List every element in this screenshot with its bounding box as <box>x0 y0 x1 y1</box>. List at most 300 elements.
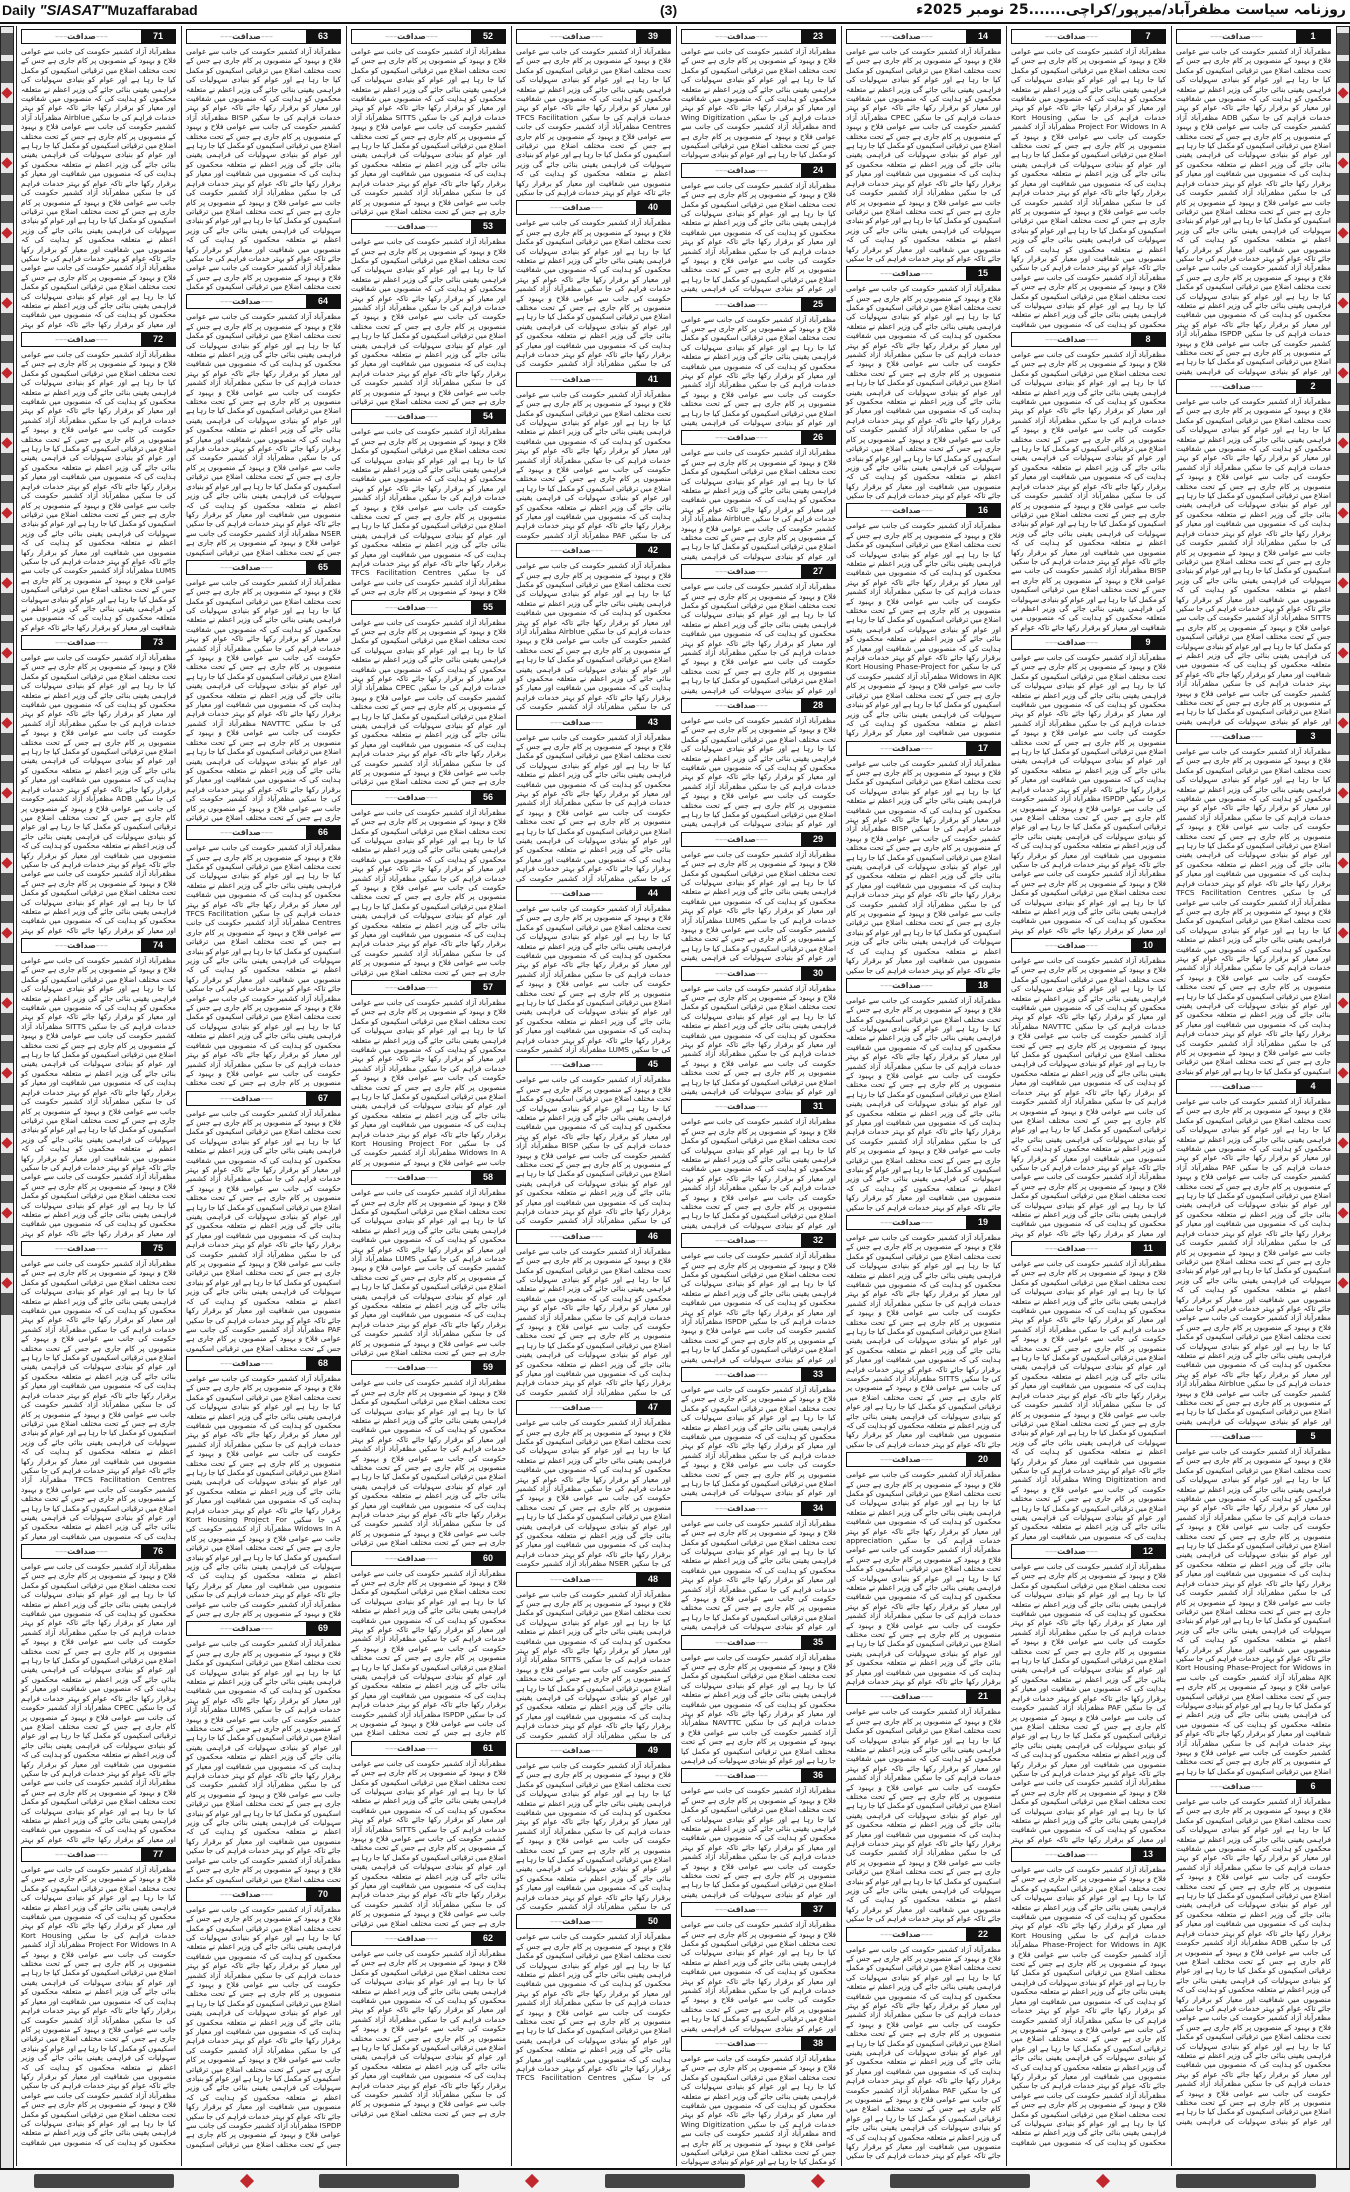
article-number-tag <box>351 1360 506 1375</box>
strip-segment <box>1337 61 1349 83</box>
article-body: مظفرآباد آزاد کشمیر حکومت کی جانب سے عوامی فلاح و بہبود کے منصوبوں پر کام جاری ہے جس کے تحت مختلف اضلاع میں ترقیاتی اسکیموں کو مکمل کیا جا رہا ہے اور عوام کو بنیادی سہولیات کی فراہمی یقینی بنائی جائے گی وزیر اعظم نے متعلقہ محکموں کو ہدایت کی کہ منصوبوں میں شفافیت اور معیار کو برقرار رکھا جائے تاکہ عوام کو بہتر خدمات فراہم کی جا سکیں مظفرآباد آزاد کشمیر حکومت کی جانب سے عوامی فلاح و بہبود کے منصوبوں پر کام جاری ہے جس کے تحت مختلف اضلاع میں ترقیاتی اسکیموں کو مکمل کیا جا رہا ہے اور عوام کو بنیادی سہولیات کی فراہمی یقینی بنائی جائے گی وزیر اعظم نے متعلقہ محکموں کو ہدایت کی کہ منصوبوں میں شفافیت اور معیار کو برقرار رکھا جائے تاکہ عوام کو بہتر خدمات فراہم کی جا سکیں ADB مظفرآباد آزاد کشمیر حکومت کی جانب سے عوامی فلاح و بہبود کے منصوبوں پر کام جاری ہے جس کے تحت مختلف اضلاع میں ترقیاتی اسکیموں کو مکمل کیا جا رہا ہے اور عوام کو بنیادی سہولیات کی فراہمی یقینی بنائی جائے گی وزیر اعظم نے متعلقہ محکموں کو ہدایت کی کہ منصوبوں میں شفافیت اور معیار کو برقرار رکھا جائے تاکہ عوام کو بہتر خدمات فراہم کی جا سکیں مظفرآباد آزاد کشمیر حکومت کی جانب سے عوامی فلاح و بہبود کے منصوبوں پر کام جاری ہے جس کے تحت مختلف اضلاع میں ترقیاتی اسکیموں کو مکمل کیا جا رہا ہے اور عوام کو بنیادی سہولیات کی فراہمی یقینی بنائی جائے گی وزیر اعظم نے متعلقہ محکموں کو ہدایت کی کہ منصوبوں میں شفافیت اور معیار کو برقرار رکھا جائے تاکہ عوام کو بہتر <box>21 653 176 935</box>
article-body: مظفرآباد آزاد کشمیر حکومت کی جانب سے عوامی فلاح و بہبود کے منصوبوں پر کام جاری ہے جس کے تحت مختلف اضلاع میں ترقیاتی اسکیموں کو مکمل کیا جا رہا ہے اور عوام کو بنیادی سہولیات کی فراہمی یقینی بنائی جائے گی وزیر اعظم نے متعلقہ محکموں کو ہدایت کی کہ منصوبوں میں شفافیت اور معیار کو برقرار رکھا جائے تاکہ عوام کو بہتر خدمات فراہم کی جا سکیں Wing Digitization and مظفرآباد آزاد کشمیر حکومت کی جانب سے عوامی فلاح و بہبود کے منصوبوں پر کام جاری ہے جس کے تحت مختلف اضلاع میں ترقیاتی اسکیموں کو مکمل کیا جا رہا ہے اور عوام کو بنیادی سہولیات <box>681 2053 836 2166</box>
article-body: مظفرآباد آزاد کشمیر حکومت کی جانب سے عوامی فلاح و بہبود کے منصوبوں پر کام جاری ہے جس کے تحت مختلف اضلاع میں ترقیاتی اسکیموں کو مکمل کیا جا رہا ہے اور عوام کو بنیادی سہولیات کی فراہمی یقینی بنائی جائے گی وزیر اعظم نے متعلقہ محکموں کو ہدایت کی کہ منصوبوں میں شفافیت اور معیار کو برقرار رکھا جائے تاکہ عوام کو بہتر خدمات فراہم کی جا سکیں مظفرآباد آزاد کشمیر حکومت کی جانب سے عوامی فلاح و بہبود کے منصوبوں پر کام جاری ہے جس کے تحت مختلف اضلاع میں ترقیاتی اسکیموں کو مکمل کیا جا رہا ہے اور عوام کو بنیادی سہولیات کی فراہمی یقینی بنائی جائے گی وزیر اعظم نے متعلقہ محکموں کو ہدایت کی کہ منصوبوں میں شفافیت اور معیار کو برقرار رکھا جائے تاکہ عوام کو بہتر خدمات فراہم کی جا سکیں PAF مظفرآباد آزاد کشمیر حکومت <box>516 389 671 540</box>
tag-label: ––– صداقت ––– <box>682 1100 801 1113</box>
tag-label: ––– صداقت ––– <box>352 410 471 423</box>
article-number-tag <box>516 1229 671 1244</box>
strip-segment <box>1337 173 1349 195</box>
article-number-tag <box>1011 1847 1166 1862</box>
article-body: مظفرآباد آزاد کشمیر حکومت کی جانب سے عوامی فلاح و بہبود کے منصوبوں پر کام جاری ہے جس کے تحت مختلف اضلاع میں ترقیاتی اسکیموں کو مکمل کیا جا رہا ہے اور عوام کو بنیادی سہولیات کی فراہمی یقینی بنائی جائے گی وزیر اعظم نے متعلقہ محکموں کو ہدایت کی کہ منصوبوں میں شفافیت اور معیار کو برقرار رکھا جائے تاکہ عوام کو بہتر خدمات فراہم کی جا سکیں مظفرآباد آزاد کشمیر حکومت کی جانب سے عوامی فلاح و بہبود کے منصوبوں پر کام جاری ہے جس کے تحت مختلف اضلاع میں ترقیاتی اسکیموں کو مکمل کیا جا رہا ہے اور عوام کو بنیادی سہولیات کی فراہمی یقینی بنائی جائے گی وزیر اعظم نے متعلقہ محکموں کو ہدایت کی کہ منصوبوں میں شفافیت اور معیار کو برقرار رکھا جائے تاکہ عوام کو بہتر خدمات فراہم کی جا سکیں مظفرآباد آزاد کشمیر حکومت کی جانب سے عوامی فلاح و بہبود کے منصوبوں پر کام جاری ہے جس کے تحت مختلف اضلاع میں ترقیاتی <box>351 807 506 977</box>
tag-label: ––– صداقت ––– <box>847 1216 966 1229</box>
article-number: 23 <box>801 30 835 43</box>
article-body: مظفرآباد آزاد کشمیر حکومت کی جانب سے عوامی فلاح و بہبود کے منصوبوں پر کام جاری ہے جس کے تحت مختلف اضلاع میں ترقیاتی اسکیموں کو مکمل کیا جا رہا ہے اور عوام کو بنیادی سہولیات کی فراہمی یقینی بنائی جائے گی وزیر اعظم نے متعلقہ محکموں کو ہدایت کی کہ منصوبوں میں شفافیت اور معیار کو برقرار رکھا جائے تاکہ عوام کو بہتر خدمات فراہم کی جا سکیں Kort Housing Phase-Project for Widows in AJK مظفرآباد آزاد کشمیر حکومت کی جانب سے عوامی فلاح و بہبود کے منصوبوں پر کام جاری ہے جس کے تحت مختلف اضلاع میں ترقیاتی اسکیموں کو مکمل کیا جا رہا ہے اور عوام کو بنیادی سہولیات کی فراہمی یقینی بنائی جائے گی وزیر اعظم نے متعلقہ محکموں کو ہدایت کی کہ منصوبوں میں شفافیت اور معیار کو برقرار رکھا جائے تاکہ عوام کو بہتر خدمات فراہم کی جا سکیں مظفرآباد آزاد کشمیر حکومت کی جانب سے عوامی فلاح و بہبود کے منصوبوں پر کام جاری ہے جس کے تحت مختلف اضلاع میں ترقیاتی اسکیموں کو مکمل کیا جا رہا ہے اور عوام کو بنیادی سہولیات کی فراہمی یقینی بنائی جائے گی وزیر اعظم نے متعلقہ محکموں کو ہدایت کی کہ منصوبوں میں شفافیت اور معیار کو برقرار رکھا جائے تاکہ عوام کو بہتر خدمات فراہم کی جا سکیں مظفرآباد آزاد کشمیر حکومت کی جانب سے عوامی فلاح و بہبود کے منصوبوں پر کام جاری ہے جس کے تحت مختلف اضلاع میں ترقیاتی اسکیموں کو مکمل کیا جا رہا ہے اور عوام کو بنیادی سہولیات کی فراہمی یقینی بنائی جائے گی وزیر اعظم نے متعلقہ محکموں کو ہدایت کی کہ منصوبوں میں شفافیت <box>1011 1865 1167 2147</box>
article-number-tag <box>1176 379 1331 394</box>
city-name: Muzaffarabad <box>107 2 198 18</box>
article-number: 17 <box>966 742 1000 755</box>
article-number: 44 <box>636 887 670 900</box>
tag-label: ––– صداقت ––– <box>1012 1545 1131 1558</box>
tag-label: ––– صداقت ––– <box>352 1171 471 1184</box>
strip-segment <box>1337 733 1349 755</box>
tag-label: ––– صداقت ––– <box>22 1242 141 1255</box>
article-number: 12 <box>1131 1545 1165 1558</box>
article-number: 11 <box>1131 1242 1165 1255</box>
article-number-tag <box>21 1544 176 1559</box>
article-number: 1 <box>1296 30 1330 43</box>
strip-segment <box>1 1111 13 1133</box>
ornament-icon <box>1337 647 1348 658</box>
article-number: 65 <box>306 561 340 574</box>
strip-segment <box>1337 621 1349 643</box>
article-number-tag <box>681 2036 836 2051</box>
article-body: مظفرآباد آزاد کشمیر حکومت کی جانب سے عوامی فلاح و بہبود کے منصوبوں پر کام جاری ہے جس کے تحت مختلف اضلاع میں ترقیاتی اسکیموں کو مکمل کیا جا رہا ہے اور عوام کو بنیادی سہولیات کی فراہمی یقینی بنائی جائے گی وزیر اعظم نے متعلقہ محکموں کو ہدایت کی کہ منصوبوں میں شفافیت اور معیار کو برقرار رکھا جائے تاکہ عوام کو بہتر خدمات فراہم کی جا سکیں مظفرآباد آزاد کشمیر حکومت کی جانب سے عوامی فلاح و بہبود کے منصوبوں پر کام جاری ہے جس کے تحت مختلف اضلاع میں ترقیاتی اسکیموں کو مکمل کیا جا رہا ہے اور عوام کو بنیادی سہولیات کی فراہمی یقینی بنائی جائے گی وزیر اعظم نے متعلقہ محکموں کو ہدایت کی کہ منصوبوں میں شفافیت اور معیار کو برقرار رکھا جائے تاکہ عوام کو بہتر خدمات فراہم کی جا سکیں ISPDP مظفرآباد آزاد کشمیر حکومت کی جانب سے عوامی فلاح و بہبود کے منصوبوں پر کام جاری ہے جس کے تحت مختلف اضلاع میں <box>351 1568 506 1738</box>
footer-ornament-icon <box>240 2174 254 2188</box>
tag-label: ––– صداقت ––– <box>682 298 801 311</box>
tag-label: ––– صداقت ––– <box>1177 30 1296 43</box>
strip-segment <box>1 173 13 195</box>
article-number-tag <box>1176 1779 1331 1794</box>
strip-segment <box>1 201 13 223</box>
tag-label: ––– صداقت ––– <box>22 939 141 952</box>
article-number-tag <box>186 294 341 309</box>
article-number-tag <box>516 1400 671 1415</box>
article-body: مظفرآباد آزاد کشمیر حکومت کی جانب سے عوامی فلاح و بہبود کے منصوبوں پر کام جاری ہے جس کے تحت مختلف اضلاع میں ترقیاتی اسکیموں کو مکمل کیا جا رہا ہے اور عوام کو بنیادی سہولیات کی فراہمی یقینی بنائی جائے گی وزیر اعظم نے متعلقہ محکموں کو ہدایت کی کہ منصوبوں میں شفافیت اور معیار کو برقرار رکھا جائے تاکہ عوام کو بہتر خدمات فراہم کی جا سکیں مظفرآباد آزاد کشمیر حکومت کی جانب سے عوامی فلاح و بہبود کے منصوبوں پر کام جاری ہے جس کے تحت مختلف اضلاع میں ترقیاتی اسکیموں کو مکمل کیا جا رہا ہے اور عوام کو بنیادی سہولیات کی فراہمی یقینی <box>681 1920 836 2033</box>
article-body: مظفرآباد آزاد کشمیر حکومت کی جانب سے عوامی فلاح و بہبود کے منصوبوں پر کام جاری ہے جس کے تحت مختلف اضلاع میں ترقیاتی اسکیموں کو مکمل کیا جا رہا ہے اور عوام کو بنیادی سہولیات کی فراہمی یقینی بنائی جائے گی وزیر اعظم نے متعلقہ محکموں کو ہدایت کی کہ منصوبوں میں شفافیت اور معیار کو برقرار رکھا جائے تاکہ عوام کو بہتر خدمات فراہم کی جا سکیں مظفرآباد آزاد کشمیر حکومت کی جانب سے عوامی فلاح و بہبود کے منصوبوں پر کام جاری ہے جس کے تحت مختلف اضلاع میں ترقیاتی اسکیموں کو مکمل کیا جا رہا ہے اور عوام کو بنیادی سہولیات کی فراہمی یقینی بنائی جائے گی وزیر اعظم نے متعلقہ محکموں کو ہدایت کی کہ منصوبوں میں شفافیت اور معیار کو برقرار رکھا جائے تاکہ عوام کو بہتر خدمات فراہم کی جا سکیں مظفرآباد آزاد کشمیر حکومت کی جانب سے عوامی فلاح و بہبود کے منصوبوں پر کام جاری ہے جس کے تحت مختلف اضلاع میں ترقیاتی اسکیموں کو مکمل کیا جا رہا ہے اور عوام کو بنیادی سہولیات کی فراہمی یقینی بنائی جائے گی وزیر اعظم نے متعلقہ محکموں کو ہدایت کی کہ منصوبوں میں شفافیت اور معیار کو برقرار رکھا جائے تاکہ عوام کو بہتر خدمات فراہم کی جا سکیں <box>846 1707 1001 1924</box>
article-body: مظفرآباد آزاد کشمیر حکومت کی جانب سے عوامی فلاح و بہبود کے منصوبوں پر کام جاری ہے جس کے تحت مختلف اضلاع میں ترقیاتی اسکیموں کو مکمل کیا جا رہا ہے اور عوام کو بنیادی سہولیات کی فراہمی یقینی بنائی جائے گی وزیر اعظم نے متعلقہ محکموں کو ہدایت کی کہ منصوبوں میں شفافیت اور معیار کو برقرار رکھا جائے تاکہ عوام کو بہتر خدمات فراہم کی جا سکیں مظفرآباد آزاد کشمیر حکومت کی جانب سے عوامی فلاح و بہبود کے منصوبوں پر کام جاری ہے جس کے تحت مختلف اضلاع میں ترقیاتی اسکیموں کو مکمل کیا جا رہا ہے اور عوام کو بنیادی سہولیات کی فراہمی یقینی بنائی جائے گی وزیر اعظم نے متعلقہ محکموں کو ہدایت کی کہ منصوبوں میں شفافیت اور معیار کو برقرار رکھا جائے تاکہ عوام کو بہتر خدمات فراہم کی جا سکیں TFCS Facilitation Centres مظفرآباد آزاد کشمیر حکومت کی جانب سے عوامی فلاح و بہبود کے منصوبوں پر کام جاری ہے جس کے <box>351 427 506 597</box>
article-number-tag <box>846 1452 1001 1467</box>
article-body: مظفرآباد آزاد کشمیر حکومت کی جانب سے عوامی فلاح و بہبود کے منصوبوں پر کام جاری ہے جس کے تحت مختلف اضلاع میں ترقیاتی اسکیموں کو مکمل کیا جا رہا ہے اور عوام کو بنیادی سہولیات کی فراہمی یقینی بنائی جائے گی وزیر اعظم نے متعلقہ محکموں کو ہدایت کی کہ منصوبوں میں شفافیت اور معیار کو برقرار رکھا جائے تاکہ عوام کو بہتر خدمات فراہم کی جا سکیں مظفرآباد آزاد کشمیر حکومت کی جانب سے عوامی فلاح و بہبود کے منصوبوں پر کام جاری ہے جس کے تحت مختلف اضلاع میں ترقیاتی اسکیموں کو مکمل کیا جا رہا ہے اور عوام کو بنیادی سہولیات کی فراہمی یقینی بنائی جائے گی وزیر اعظم نے متعلقہ محکموں کو ہدایت کی کہ منصوبوں میں شفافیت اور معیار کو برقرار رکھا جائے تاکہ عوام کو بہتر خدمات فراہم کی جا سکیں مظفرآباد آزاد کشمیر حکومت کی جانب سے عوامی فلاح و بہبود کے منصوبوں پر کام جاری ہے جس کے تحت مختلف اضلاع میں ترقیاتی اسکیموں کو مکمل کیا جا رہا ہے اور عوام کو بنیادی سہولیات کی فراہمی یقینی بنائی جائے گی وزیر اعظم نے متعلقہ محکموں کو ہدایت کی کہ منصوبوں میں شفافیت اور معیار کو برقرار رکھا جائے تاکہ عوام کو بہتر خدمات فراہم کی جا سکیں <box>846 995 1001 1212</box>
article-body: مظفرآباد آزاد کشمیر حکومت کی جانب سے عوامی فلاح و بہبود کے منصوبوں پر کام جاری ہے جس کے تحت مختلف اضلاع میں ترقیاتی اسکیموں کو مکمل کیا جا رہا ہے اور عوام کو بنیادی سہولیات کی فراہمی یقینی بنائی جائے گی وزیر اعظم نے متعلقہ محکموں کو ہدایت کی کہ منصوبوں میں شفافیت اور معیار کو برقرار رکھا جائے تاکہ عوام کو بہتر خدمات فراہم کی جا سکیں SITTS مظفرآباد آزاد کشمیر حکومت کی جانب سے عوامی فلاح و بہبود کے منصوبوں پر کام جاری ہے جس کے تحت مختلف اضلاع میں ترقیاتی اسکیموں کو مکمل کیا جا رہا ہے اور عوام کو بنیادی سہولیات کی فراہمی یقینی بنائی جائے گی وزیر اعظم نے متعلقہ محکموں کو ہدایت کی کہ منصوبوں میں شفافیت اور معیار کو برقرار رکھا جائے تاکہ عوام کو بہتر خدمات فراہم کی جا سکیں مظفرآباد آزاد کشمیر حکومت کی جانب سے عوامی فلاح و بہبود کے منصوبوں پر کام جاری ہے جس کے تحت مختلف اضلاع میں ترقیاتی <box>351 47 506 216</box>
ornament-icon <box>1337 1277 1348 1288</box>
strip-segment <box>1 61 13 83</box>
article-number-tag <box>186 29 341 44</box>
article-body: مظفرآباد آزاد کشمیر حکومت کی جانب سے عوامی فلاح و بہبود کے منصوبوں پر کام جاری ہے جس کے تحت مختلف اضلاع میں ترقیاتی اسکیموں کو مکمل کیا جا رہا ہے اور عوام کو بنیادی سہولیات کی فراہمی یقینی بنائی جائے گی وزیر اعظم نے متعلقہ محکموں کو ہدایت کی کہ منصوبوں میں شفافیت اور معیار کو برقرار رکھا جائے تاکہ عوام کو بہتر خدمات فراہم کی جا سکیں مظفرآباد آزاد کشمیر حکومت کی جانب سے عوامی فلاح و بہبود کے منصوبوں پر کام جاری ہے جس کے تحت مختلف اضلاع میں ترقیاتی اسکیموں کو مکمل کیا جا رہا ہے اور عوام کو بنیادی سہولیات کی فراہمی یقینی بنائی جائے گی وزیر اعظم نے متعلقہ محکموں کو ہدایت کی کہ منصوبوں میں شفافیت اور معیار کو برقرار رکھا جائے تاکہ عوام کو بہتر خدمات فراہم کی جا سکیں NAVTTC مظفرآباد آزاد کشمیر حکومت کی جانب سے عوامی فلاح و بہبود کے منصوبوں پر کام جاری ہے جس کے تحت مختلف اضلاع میں ترقیاتی اسکیموں کو مکمل کیا جا رہا ہے اور عوام کو بنیادی سہولیات کی فراہمی یقینی بنائی جائے گی وزیر اعظم نے متعلقہ محکموں کو ہدایت کی کہ منصوبوں میں شفافیت اور معیار کو برقرار رکھا جائے تاکہ عوام کو بہتر خدمات فراہم کی جا سکیں مظفرآباد آزاد کشمیر حکومت کی جانب سے عوامی فلاح و بہبود کے منصوبوں پر کام جاری ہے جس کے تحت مختلف اضلاع میں ترقیاتی <box>186 577 341 822</box>
article-number-tag <box>21 29 176 44</box>
strip-segment <box>1 691 13 713</box>
article-number: 30 <box>801 967 835 980</box>
article-body: مظفرآباد آزاد کشمیر حکومت کی جانب سے عوامی فلاح و بہبود کے منصوبوں پر کام جاری ہے جس کے تحت مختلف اضلاع میں ترقیاتی اسکیموں کو مکمل کیا جا رہا ہے اور عوام کو بنیادی سہولیات کی فراہمی یقینی بنائی جائے گی وزیر اعظم نے متعلقہ محکموں کو ہدایت کی کہ منصوبوں میں شفافیت اور معیار کو برقرار رکھا جائے تاکہ عوام کو بہتر خدمات فراہم کی جا سکیں SITTS مظفرآباد آزاد کشمیر حکومت کی جانب سے عوامی فلاح و بہبود کے منصوبوں پر کام جاری ہے جس کے تحت مختلف اضلاع میں ترقیاتی اسکیموں کو مکمل کیا جا رہا ہے اور عوام کو بنیادی سہولیات کی فراہمی یقینی بنائی جائے گی وزیر اعظم نے متعلقہ محکموں کو ہدایت کی کہ منصوبوں میں شفافیت اور معیار کو برقرار رکھا جائے تاکہ عوام کو بہتر خدمات فراہم کی جا سکیں مظفرآباد آزاد کشمیر حکومت کی <box>516 1589 671 1740</box>
tag-label: ––– صداقت ––– <box>682 30 801 43</box>
article-number-tag <box>681 1635 836 1650</box>
left-border-strip <box>0 26 14 2176</box>
article-body: مظفرآباد آزاد کشمیر حکومت کی جانب سے عوامی فلاح و بہبود کے منصوبوں پر کام جاری ہے جس کے تحت مختلف اضلاع میں ترقیاتی اسکیموں کو مکمل کیا جا رہا ہے اور عوام کو بنیادی سہولیات کی فراہمی یقینی بنائی جائے گی وزیر اعظم نے متعلقہ محکموں کو ہدایت کی کہ منصوبوں میں شفافیت اور معیار کو برقرار رکھا جائے تاکہ عوام کو بہتر خدمات فراہم کی جا سکیں مظفرآباد آزاد کشمیر حکومت کی جانب سے عوامی فلاح و بہبود کے منصوبوں پر کام جاری ہے جس کے تحت مختلف اضلاع میں ترقیاتی اسکیموں کو مکمل کیا جا رہا ہے اور عوام کو بنیادی سہولیات کی فراہمی یقینی <box>681 180 836 294</box>
article-number: 20 <box>966 1453 1000 1466</box>
article-body: مظفرآباد آزاد کشمیر حکومت کی جانب سے عوامی فلاح و بہبود کے منصوبوں پر کام جاری ہے جس کے تحت مختلف اضلاع میں ترقیاتی اسکیموں کو مکمل کیا جا رہا ہے اور عوام کو بنیادی سہولیات کی فراہمی یقینی بنائی جائے گی وزیر اعظم نے متعلقہ محکموں کو ہدایت کی کہ منصوبوں میں شفافیت اور معیار کو برقرار رکھا جائے تاکہ عوام کو بہتر خدمات فراہم کی جا سکیں مظفرآباد آزاد کشمیر حکومت کی جانب سے عوامی فلاح و بہبود کے منصوبوں پر کام جاری ہے جس کے تحت مختلف اضلاع میں ترقیاتی اسکیموں کو مکمل کیا جا رہا ہے اور عوام کو بنیادی سہولیات کی فراہمی یقینی بنائی جائے گی وزیر اعظم نے متعلقہ محکموں کو ہدایت کی کہ منصوبوں میں شفافیت اور معیار کو برقرار رکھا جائے تاکہ عوام کو بہتر خدمات فراہم کی جا سکیں مظفرآباد آزاد کشمیر حکومت کی جانب سے عوامی فلاح و بہبود کے منصوبوں پر کام جاری ہے جس کے تحت مختلف اضلاع میں ترقیاتی <box>351 1948 506 2118</box>
article-number: 59 <box>471 1361 505 1374</box>
ornament-icon <box>1337 1067 1348 1078</box>
article-number: 58 <box>471 1171 505 1184</box>
article-body: مظفرآباد آزاد کشمیر حکومت کی جانب سے عوامی فلاح و بہبود کے منصوبوں پر کام جاری ہے جس کے تحت مختلف اضلاع میں ترقیاتی اسکیموں کو مکمل کیا جا رہا ہے اور عوام کو بنیادی سہولیات کی فراہمی یقینی بنائی جائے گی وزیر اعظم نے متعلقہ محکموں کو ہدایت کی کہ منصوبوں میں شفافیت اور معیار کو برقرار رکھا جائے تاکہ عوام کو بہتر خدمات فراہم کی جا سکیں مظفرآباد آزاد کشمیر حکومت کی جانب سے عوامی فلاح و بہبود کے منصوبوں پر کام جاری ہے جس کے تحت مختلف اضلاع میں ترقیاتی اسکیموں کو مکمل کیا جا رہا ہے اور عوام کو بنیادی سہولیات کی فراہمی یقینی بنائی جائے گی وزیر اعظم نے متعلقہ محکموں کو ہدایت کی کہ منصوبوں میں شفافیت اور معیار کو برقرار رکھا جائے تاکہ عوام کو بہتر خدمات فراہم کی جا سکیں مظفرآباد آزاد کشمیر حکومت کی <box>516 732 671 883</box>
article-number-tag <box>681 966 836 981</box>
strip-segment <box>1 453 13 475</box>
strip-segment <box>1 901 13 923</box>
ornament-icon <box>1 297 12 308</box>
ornament-icon <box>1337 227 1348 238</box>
article-body: مظفرآباد آزاد کشمیر حکومت کی جانب سے عوامی فلاح و بہبود کے منصوبوں پر کام جاری ہے جس کے تحت مختلف اضلاع میں ترقیاتی اسکیموں کو مکمل کیا جا رہا ہے اور عوام کو بنیادی سہولیات کی فراہمی یقینی بنائی جائے گی وزیر اعظم نے متعلقہ محکموں کو ہدایت کی کہ منصوبوں میں شفافیت اور معیار کو برقرار رکھا جائے تاکہ عوام کو بہتر خدمات فراہم کی جا سکیں appreciation مظفرآباد آزاد کشمیر حکومت کی جانب سے عوامی فلاح و بہبود کے منصوبوں پر کام جاری ہے جس کے تحت مختلف اضلاع میں ترقیاتی اسکیموں کو مکمل کیا جا رہا ہے اور عوام کو بنیادی سہولیات کی فراہمی یقینی بنائی جائے گی وزیر اعظم نے متعلقہ محکموں کو ہدایت کی کہ منصوبوں میں شفافیت اور معیار کو برقرار رکھا جائے تاکہ عوام کو بہتر خدمات فراہم کی جا سکیں مظفرآباد آزاد کشمیر حکومت کی جانب سے عوامی فلاح و بہبود کے منصوبوں پر کام جاری ہے جس کے تحت مختلف اضلاع میں ترقیاتی اسکیموں کو مکمل کیا جا رہا ہے اور عوام کو بنیادی سہولیات کی فراہمی یقینی بنائی جائے گی وزیر اعظم نے متعلقہ محکموں کو ہدایت کی کہ منصوبوں میں شفافیت اور معیار کو برقرار رکھا جائے تاکہ عوام کو بہتر خدمات فراہم <box>846 1470 1001 1687</box>
ornament-icon <box>1337 87 1348 98</box>
column-c3 <box>346 26 510 2166</box>
footer-band <box>890 2174 1030 2188</box>
footer-band <box>319 2174 459 2188</box>
article-body: مظفرآباد آزاد کشمیر حکومت کی جانب سے عوامی فلاح و بہبود کے منصوبوں پر کام جاری ہے جس کے تحت مختلف اضلاع میں ترقیاتی اسکیموں کو مکمل کیا جا رہا ہے اور عوام کو بنیادی سہولیات کی فراہمی یقینی بنائی جائے گی وزیر اعظم نے متعلقہ محکموں کو ہدایت کی کہ منصوبوں میں شفافیت اور معیار کو برقرار رکھا جائے تاکہ عوام کو بہتر خدمات فراہم کی جا سکیں مظفرآباد آزاد کشمیر حکومت کی جانب سے عوامی فلاح و بہبود کے منصوبوں پر کام جاری ہے جس کے تحت مختلف اضلاع میں ترقیاتی اسکیموں کو مکمل کیا جا رہا ہے اور عوام کو بنیادی سہولیات کی فراہمی یقینی بنائی جائے گی وزیر اعظم نے متعلقہ محکموں کو ہدایت کی کہ منصوبوں میں شفافیت اور معیار کو برقرار رکھا جائے تاکہ عوام کو بہتر خدمات فراہم کی جا سکیں مظفرآباد آزاد کشمیر حکومت کی جانب سے عوامی فلاح و بہبود کے منصوبوں پر کام جاری ہے جس کے تحت مختلف اضلاع میں ترقیاتی اسکیموں کو مکمل کیا جا رہا ہے اور عوام کو بنیادی سہولیات کی فراہمی یقینی بنائی جائے گی وزیر اعظم نے متعلقہ محکموں کو ہدایت کی کہ منصوبوں میں شفافیت اور معیار کو برقرار رکھا جائے تاکہ عوام کو بہتر خدمات فراہم کی جا سکیں SITTS مظفرآباد آزاد کشمیر حکومت کی جانب سے عوامی فلاح و بہبود کے منصوبوں پر کام جاری ہے جس کے تحت مختلف اضلاع میں ترقیاتی اسکیموں کو مکمل کیا جا رہا ہے اور عوام کو بنیادی سہولیات کی فراہمی یقینی بنائی جائے گی وزیر اعظم نے متعلقہ محکموں کو ہدایت کی کہ منصوبوں میں شفافیت اور معیار کو برقرار رکھا جائے تاکہ عوام کو بہتر خدمات فراہم کی جا سکیں مظفرآباد آزاد کشمیر حکومت کی جانب سے عوامی فلاح و بہبود کے منصوبوں پر کام جاری ہے جس کے تحت مختلف اضلاع میں ترقیاتی اسکیموں کو مکمل کیا جا رہا ہے اور عوام کو بنیادی سہولیات کی فراہمی یقینی <box>1176 397 1331 726</box>
column-c1 <box>16 26 180 2166</box>
article-number-tag <box>681 1367 836 1382</box>
article-number: 74 <box>141 939 175 952</box>
strip-segment <box>1337 313 1349 335</box>
tag-label: ––– صداقت ––– <box>187 1888 306 1901</box>
strip-segment <box>1337 1293 1349 1315</box>
article-number: 53 <box>471 220 505 233</box>
article-number-tag <box>516 1743 671 1758</box>
article-number-tag <box>681 1768 836 1783</box>
tag-label: ––– صداقت ––– <box>517 1401 636 1414</box>
article-number: 43 <box>636 716 670 729</box>
ornament-icon <box>1337 997 1348 1008</box>
tag-label: ––– صداقت ––– <box>517 30 636 43</box>
strip-segment <box>1 873 13 895</box>
article-number-tag <box>1011 1241 1166 1256</box>
article-number-tag <box>351 980 506 995</box>
article-number: 41 <box>636 373 670 386</box>
article-number-tag <box>186 1887 341 1902</box>
article-number: 61 <box>471 1742 505 1755</box>
article-number: 38 <box>801 2037 835 2050</box>
article-number: 54 <box>471 410 505 423</box>
ornament-icon <box>1 157 12 168</box>
article-number: 27 <box>801 565 835 578</box>
article-number: 18 <box>966 979 1000 992</box>
article-number-tag <box>681 1501 836 1516</box>
strip-segment <box>1337 1013 1349 1035</box>
article-number-tag <box>516 715 671 730</box>
tag-label: ––– صداقت ––– <box>1177 380 1296 393</box>
tag-label: ––– صداقت ––– <box>22 30 141 43</box>
article-body: مظفرآباد آزاد کشمیر حکومت کی جانب سے عوامی فلاح و بہبود کے منصوبوں پر کام جاری ہے جس کے تحت مختلف اضلاع میں ترقیاتی اسکیموں کو مکمل کیا جا رہا ہے اور عوام کو بنیادی سہولیات کی فراہمی یقینی بنائی جائے گی وزیر اعظم نے متعلقہ محکموں کو ہدایت کی کہ منصوبوں میں شفافیت اور معیار کو برقرار رکھا جائے تاکہ عوام کو بہتر خدمات فراہم کی جا سکیں مظفرآباد آزاد کشمیر حکومت کی جانب سے عوامی فلاح و بہبود کے منصوبوں پر کام جاری ہے جس کے تحت مختلف اضلاع میں ترقیاتی اسکیموں کو مکمل کیا جا رہا ہے اور عوام کو بنیادی سہولیات کی فراہمی یقینی <box>681 1117 836 1230</box>
article-number: 33 <box>801 1368 835 1381</box>
article-number-tag <box>1176 729 1331 744</box>
article-number-tag <box>1011 1544 1166 1559</box>
article-body: مظفرآباد آزاد کشمیر حکومت کی جانب سے عوامی فلاح و بہبود کے منصوبوں پر کام جاری ہے جس کے تحت مختلف اضلاع میں ترقیاتی اسکیموں کو مکمل کیا جا رہا ہے اور عوام کو بنیادی سہولیات کی فراہمی یقینی بنائی جائے گی وزیر اعظم نے متعلقہ محکموں کو ہدایت کی کہ منصوبوں میں شفافیت اور معیار کو برقرار رکھا جائے تاکہ عوام کو بہتر خدمات فراہم کی جا سکیں مظفرآباد آزاد کشمیر حکومت کی جانب سے عوامی فلاح و بہبود کے منصوبوں پر کام جاری ہے جس کے تحت مختلف اضلاع میں ترقیاتی اسکیموں کو مکمل کیا جا رہا ہے اور عوام کو بنیادی سہولیات کی فراہمی یقینی بنائی جائے گی وزیر اعظم نے متعلقہ محکموں کو ہدایت کی کہ منصوبوں میں شفافیت اور معیار کو برقرار رکھا جائے تاکہ عوام کو بہتر خدمات فراہم کی جا سکیں TFCS Facilitation Centres <box>516 1932 671 2083</box>
tag-label: ––– صداقت ––– <box>22 1848 141 1861</box>
article-number-tag <box>681 698 836 713</box>
article-number-tag <box>21 635 176 650</box>
strip-segment <box>1 621 13 643</box>
strip-segment <box>1 1153 13 1175</box>
article-number: 60 <box>471 1552 505 1565</box>
tag-label: ––– صداقت ––– <box>847 30 966 43</box>
ornament-icon <box>1 997 12 1008</box>
strip-segment <box>1337 761 1349 783</box>
article-body: مظفرآباد آزاد کشمیر حکومت کی جانب سے عوامی فلاح و بہبود کے منصوبوں پر کام جاری ہے جس کے تحت مختلف اضلاع میں ترقیاتی اسکیموں کو مکمل کیا جا رہا ہے اور عوام کو بنیادی سہولیات کی فراہمی یقینی بنائی جائے گی وزیر اعظم نے متعلقہ محکموں کو ہدایت کی کہ منصوبوں میں شفافیت اور معیار کو برقرار رکھا جائے تاکہ عوام کو بہتر خدمات فراہم کی جا سکیں مظفرآباد آزاد کشمیر حکومت کی جانب سے عوامی فلاح و بہبود کے منصوبوں پر کام جاری ہے جس کے تحت مختلف اضلاع میں ترقیاتی اسکیموں کو مکمل کیا جا رہا ہے اور عوام کو بنیادی سہولیات کی فراہمی یقینی بنائی جائے گی وزیر اعظم نے متعلقہ محکموں کو ہدایت کی کہ منصوبوں میں شفافیت اور معیار کو برقرار رکھا جائے تاکہ عوام کو بہتر خدمات فراہم کی جا سکیں Kort Housing Project For Widows In A مظفرآباد آزاد کشمیر حکومت کی جانب سے عوامی فلاح و بہبود کے منصوبوں پر کام جاری ہے جس کے تحت مختلف اضلاع میں ترقیاتی اسکیموں کو مکمل کیا جا رہا ہے اور عوام کو بنیادی سہولیات کی فراہمی یقینی بنائی جائے گی وزیر اعظم نے متعلقہ محکموں کو ہدایت کی کہ منصوبوں میں شفافیت اور معیار کو برقرار رکھا جائے تاکہ عوام کو بہتر خدمات فراہم کی جا سکیں مظفرآباد آزاد کشمیر حکومت کی جانب سے عوامی فلاح و بہبود کے منصوبوں پر کام جاری ہے جس کے <box>186 1373 341 1619</box>
article-number: 10 <box>1131 939 1165 952</box>
article-number: 29 <box>801 833 835 846</box>
tag-label: ––– صداقت ––– <box>187 1357 306 1370</box>
article-body: مظفرآباد آزاد کشمیر حکومت کی جانب سے عوامی فلاح و بہبود کے منصوبوں پر کام جاری ہے جس کے تحت مختلف اضلاع میں ترقیاتی اسکیموں کو مکمل کیا جا رہا ہے اور عوام کو بنیادی سہولیات کی فراہمی یقینی بنائی جائے گی وزیر اعظم نے متعلقہ محکموں کو ہدایت کی کہ منصوبوں میں شفافیت اور معیار کو برقرار رکھا جائے تاکہ عوام کو بہتر خدمات فراہم کی جا سکیں SITTS مظفرآباد آزاد کشمیر حکومت کی جانب سے عوامی فلاح و بہبود کے منصوبوں پر کام جاری ہے جس کے تحت مختلف اضلاع میں ترقیاتی اسکیموں کو مکمل کیا جا رہا ہے اور عوام کو بنیادی سہولیات کی فراہمی یقینی بنائی جائے گی وزیر اعظم نے متعلقہ محکموں کو ہدایت کی کہ منصوبوں میں شفافیت اور معیار کو برقرار رکھا جائے تاکہ عوام کو بہتر خدمات فراہم کی جا سکیں مظفرآباد آزاد کشمیر حکومت کی جانب سے عوامی فلاح و بہبود کے منصوبوں پر کام جاری ہے جس کے تحت مختلف اضلاع میں ترقیاتی اسکیموں کو مکمل کیا جا رہا ہے اور عوام کو بنیادی سہولیات کی فراہمی یقینی بنائی جائے گی وزیر اعظم نے متعلقہ محکموں کو ہدایت کی کہ منصوبوں میں شفافیت اور معیار کو برقرار رکھا جائے تاکہ عوام کو بہتر خدمات فراہم کی جا سکیں مظفرآباد آزاد کشمیر حکومت کی جانب سے عوامی فلاح و بہبود کے منصوبوں پر کام جاری ہے جس کے تحت مختلف اضلاع میں ترقیاتی اسکیموں کو مکمل کیا جا رہا ہے اور عوام کو بنیادی سہولیات کی فراہمی یقینی بنائی جائے گی وزیر اعظم نے متعلقہ محکموں کو ہدایت کی کہ منصوبوں میں شفافیت اور معیار کو برقرار رکھا جائے تاکہ عوام کو بہتر <box>21 956 176 1238</box>
article-number-tag <box>681 297 836 312</box>
article-number-tag <box>516 543 671 558</box>
article-number: 21 <box>966 1690 1000 1703</box>
column-c7 <box>1006 26 1170 2166</box>
strip-segment <box>1 33 13 55</box>
strip-segment <box>1 383 13 405</box>
article-number-tag <box>846 1689 1001 1704</box>
footer-band <box>605 2174 745 2188</box>
article-number: 4 <box>1296 1080 1330 1093</box>
ornament-icon <box>1 647 12 658</box>
article-number: 52 <box>471 30 505 43</box>
ornament-icon <box>1 1277 12 1288</box>
article-number-tag <box>846 29 1001 44</box>
strip-segment <box>1337 453 1349 475</box>
article-number-tag <box>1011 29 1166 44</box>
tag-label: ––– صداقت ––– <box>682 1502 801 1515</box>
ornament-icon <box>1 927 12 938</box>
article-number-tag <box>846 741 1001 756</box>
article-number-tag <box>351 600 506 615</box>
column-c8 <box>1171 26 1335 2166</box>
article-body: مظفرآباد آزاد کشمیر حکومت کی جانب سے عوامی فلاح و بہبود کے منصوبوں پر کام جاری ہے جس کے تحت مختلف اضلاع میں ترقیاتی اسکیموں کو مکمل کیا جا رہا ہے اور عوام کو بنیادی سہولیات کی فراہمی یقینی بنائی جائے گی وزیر اعظم نے متعلقہ محکموں کو ہدایت کی کہ منصوبوں میں شفافیت اور معیار کو برقرار رکھا جائے تاکہ عوام کو بہتر خدمات فراہم کی جا سکیں Airblue مظفرآباد آزاد کشمیر حکومت کی جانب سے عوامی فلاح و بہبود کے منصوبوں پر کام جاری ہے جس کے تحت مختلف اضلاع میں ترقیاتی اسکیموں کو مکمل کیا جا رہا ہے اور عوام کو بنیادی سہولیات کی فراہمی یقینی <box>681 448 836 561</box>
strip-segment <box>1 411 13 433</box>
strip-segment <box>1337 803 1349 825</box>
article-number-tag <box>846 503 1001 518</box>
article-number: 6 <box>1296 1780 1330 1793</box>
strip-segment <box>1 131 13 153</box>
strip-segment <box>1337 593 1349 615</box>
article-number: 34 <box>801 1502 835 1515</box>
strip-segment <box>1 1041 13 1063</box>
article-number: 48 <box>636 1573 670 1586</box>
article-body: مظفرآباد آزاد کشمیر حکومت کی جانب سے عوامی فلاح و بہبود کے منصوبوں پر کام جاری ہے جس کے تحت مختلف اضلاع میں ترقیاتی اسکیموں کو مکمل کیا جا رہا ہے اور عوام کو بنیادی سہولیات کی فراہمی یقینی بنائی جائے گی وزیر اعظم نے متعلقہ محکموں کو ہدایت کی کہ منصوبوں میں شفافیت اور معیار کو برقرار رکھا جائے تاکہ عوام کو بہتر خدمات فراہم کی جا سکیں CPEC مظفرآباد آزاد کشمیر حکومت کی جانب سے عوامی فلاح و بہبود کے منصوبوں پر کام جاری ہے جس کے تحت مختلف اضلاع میں ترقیاتی اسکیموں کو مکمل کیا جا رہا ہے اور عوام کو بنیادی سہولیات کی فراہمی یقینی بنائی جائے گی وزیر اعظم نے متعلقہ محکموں کو ہدایت کی کہ منصوبوں میں شفافیت اور معیار کو برقرار رکھا جائے تاکہ عوام کو بہتر خدمات فراہم کی جا سکیں مظفرآباد آزاد کشمیر حکومت کی جانب سے عوامی فلاح و بہبود کے منصوبوں پر کام جاری ہے جس کے تحت مختلف اضلاع میں ترقیاتی <box>351 617 506 787</box>
ornament-icon <box>1 1137 12 1148</box>
tag-label: ––– صداقت ––– <box>517 1230 636 1243</box>
article-number-tag <box>681 1233 836 1248</box>
article-number: 5 <box>1296 1430 1330 1443</box>
brand-name: "SIASAT" <box>39 2 108 19</box>
ornament-icon <box>1337 437 1348 448</box>
article-number: 24 <box>801 164 835 177</box>
tag-label: ––– صداقت ––– <box>847 979 966 992</box>
tag-label: ––– صداقت ––– <box>352 791 471 804</box>
strip-segment <box>1 593 13 615</box>
article-number-tag <box>1176 1429 1331 1444</box>
strip-segment <box>1 313 13 335</box>
article-body: مظفرآباد آزاد کشمیر حکومت کی جانب سے عوامی فلاح و بہبود کے منصوبوں پر کام جاری ہے جس کے تحت مختلف اضلاع میں ترقیاتی اسکیموں کو مکمل کیا جا رہا ہے اور عوام کو بنیادی سہولیات کی فراہمی یقینی بنائی جائے گی وزیر اعظم نے متعلقہ محکموں کو ہدایت کی کہ منصوبوں میں شفافیت اور معیار کو برقرار رکھا جائے تاکہ عوام کو بہتر خدمات فراہم کی جا سکیں SITTS مظفرآباد آزاد کشمیر حکومت کی جانب سے عوامی فلاح و بہبود کے منصوبوں پر کام جاری ہے جس کے تحت مختلف اضلاع میں ترقیاتی اسکیموں کو مکمل کیا جا رہا ہے اور عوام کو بنیادی سہولیات کی فراہمی یقینی بنائی جائے گی وزیر اعظم نے متعلقہ محکموں کو ہدایت کی کہ منصوبوں میں شفافیت اور معیار کو برقرار رکھا جائے تاکہ عوام کو بہتر خدمات فراہم کی جا سکیں مظفرآباد آزاد کشمیر حکومت کی جانب سے عوامی فلاح و بہبود کے منصوبوں پر کام جاری ہے جس کے تحت مختلف اضلاع میں ترقیاتی <box>351 1758 506 1928</box>
strip-segment <box>1337 1111 1349 1133</box>
article-number-tag <box>681 430 836 445</box>
article-body: مظفرآباد آزاد کشمیر حکومت کی جانب سے عوامی فلاح و بہبود کے منصوبوں پر کام جاری ہے جس کے تحت مختلف اضلاع میں ترقیاتی اسکیموں کو مکمل کیا جا رہا ہے اور عوام کو بنیادی سہولیات کی فراہمی یقینی بنائی جائے گی وزیر اعظم نے متعلقہ محکموں کو ہدایت کی کہ منصوبوں میں شفافیت اور معیار کو برقرار رکھا جائے تاکہ عوام کو بہتر خدمات فراہم کی جا سکیں مظفرآباد آزاد کشمیر حکومت کی جانب سے عوامی فلاح و بہبود کے منصوبوں پر کام جاری ہے جس کے تحت مختلف اضلاع میں ترقیاتی اسکیموں کو مکمل کیا جا رہا ہے اور عوام کو بنیادی سہولیات کی فراہمی یقینی بنائی جائے گی وزیر اعظم نے متعلقہ محکموں کو ہدایت کی کہ منصوبوں میں شفافیت اور معیار کو برقرار رکھا جائے تاکہ عوام کو بہتر خدمات فراہم کی جا سکیں PAF مظفرآباد آزاد کشمیر حکومت کی جانب سے عوامی فلاح و بہبود کے منصوبوں پر کام جاری ہے جس کے تحت مختلف اضلاع میں ترقیاتی اسکیموں کو مکمل کیا جا رہا ہے اور عوام کو بنیادی سہولیات کی فراہمی یقینی بنائی جائے گی وزیر اعظم نے متعلقہ محکموں کو ہدایت کی کہ منصوبوں میں شفافیت اور معیار کو برقرار رکھا جائے تاکہ عوام کو بہتر خدمات فراہم کی جا سکیں مظفرآباد آزاد کشمیر حکومت کی جانب سے عوامی فلاح و بہبود کے منصوبوں پر کام جاری ہے جس کے تحت مختلف اضلاع میں ترقیاتی اسکیموں کو مکمل کیا جا رہا ہے اور عوام کو بنیادی سہولیات کی فراہمی یقینی بنائی جائے گی وزیر اعظم نے متعلقہ محکموں کو ہدایت کی کہ منصوبوں میں شفافیت اور معیار کو برقرار رکھا جائے تاکہ عوام کو بہتر <box>1011 1562 1166 1844</box>
article-number-tag <box>846 1215 1001 1230</box>
strip-segment <box>1337 1223 1349 1245</box>
article-number: 69 <box>306 1622 340 1635</box>
article-number-tag <box>846 266 1001 281</box>
article-number: 63 <box>306 30 340 43</box>
strip-segment <box>1 1181 13 1203</box>
article-number-tag <box>21 1241 176 1256</box>
article-body: مظفرآباد آزاد کشمیر حکومت کی جانب سے عوامی فلاح و بہبود کے منصوبوں پر کام جاری ہے جس کے تحت مختلف اضلاع میں ترقیاتی اسکیموں کو مکمل کیا جا رہا ہے اور عوام کو بنیادی سہولیات کی فراہمی یقینی بنائی جائے گی وزیر اعظم نے متعلقہ محکموں کو ہدایت کی کہ منصوبوں میں شفافیت اور معیار کو برقرار رکھا جائے تاکہ عوام کو بہتر خدمات فراہم کی جا سکیں ADB مظفرآباد آزاد کشمیر حکومت کی جانب سے عوامی فلاح و بہبود کے منصوبوں پر کام جاری ہے جس کے تحت مختلف اضلاع میں ترقیاتی اسکیموں کو مکمل کیا جا رہا ہے اور عوام کو بنیادی سہولیات کی فراہمی یقینی بنائی جائے گی وزیر اعظم نے متعلقہ محکموں کو ہدایت کی کہ منصوبوں میں شفافیت اور معیار کو برقرار رکھا جائے تاکہ عوام کو بہتر خدمات فراہم کی جا سکیں مظفرآباد آزاد کشمیر حکومت کی جانب سے عوامی فلاح و بہبود کے منصوبوں پر کام جاری ہے جس کے تحت مختلف اضلاع میں ترقیاتی اسکیموں کو مکمل کیا جا رہا ہے اور عوام کو بنیادی سہولیات کی فراہمی یقینی بنائی جائے گی وزیر اعظم نے متعلقہ محکموں کو ہدایت کی کہ منصوبوں میں شفافیت اور معیار کو برقرار رکھا جائے تاکہ عوام کو بہتر خدمات فراہم کی جا سکیں مظفرآباد آزاد کشمیر حکومت کی جانب سے عوامی فلاح و بہبود کے منصوبوں پر کام جاری ہے جس کے تحت مختلف اضلاع میں ترقیاتی اسکیموں کو مکمل کیا جا رہا ہے اور عوام کو بنیادی سہولیات کی فراہمی یقینی بنائی جائے گی وزیر اعظم نے متعلقہ محکموں کو ہدایت کی کہ منصوبوں میں شفافیت اور معیار کو برقرار رکھا جائے تاکہ عوام کو بہتر خدمات فراہم کی جا سکیں ISPDP مظفرآباد آزاد کشمیر حکومت کی جانب سے عوامی فلاح و بہبود کے منصوبوں پر کام جاری ہے جس کے تحت مختلف اضلاع میں ترقیاتی اسکیموں کو مکمل کیا جا رہا ہے اور عوام کو بنیادی سہولیات کی فراہمی یقینی <box>1176 47 1331 376</box>
tag-label: ––– صداقت ––– <box>187 295 306 308</box>
article-number-tag <box>186 1091 341 1106</box>
ornament-icon <box>1337 577 1348 588</box>
ornament-icon <box>1 787 12 798</box>
article-body: مظفرآباد آزاد کشمیر حکومت کی جانب سے عوامی فلاح و بہبود کے منصوبوں پر کام جاری ہے جس کے تحت مختلف اضلاع میں ترقیاتی اسکیموں کو مکمل کیا جا رہا ہے اور عوام کو بنیادی سہولیات کی فراہمی یقینی بنائی جائے گی وزیر اعظم نے متعلقہ محکموں کو ہدایت کی کہ منصوبوں میں شفافیت اور معیار کو برقرار رکھا جائے تاکہ عوام کو بہتر خدمات فراہم کی جا سکیں NAVTTC مظفرآباد آزاد کشمیر حکومت کی جانب سے عوامی فلاح و بہبود کے منصوبوں پر کام جاری ہے جس کے تحت مختلف اضلاع میں ترقیاتی اسکیموں کو مکمل کیا جا رہا ہے اور عوام کو بنیادی سہولیات کی فراہمی یقینی بنائی جائے گی وزیر اعظم نے متعلقہ محکموں کو ہدایت کی کہ منصوبوں میں شفافیت اور معیار کو برقرار رکھا جائے تاکہ عوام کو بہتر خدمات فراہم کی جا سکیں مظفرآباد آزاد کشمیر حکومت کی جانب سے عوامی فلاح و بہبود کے منصوبوں پر کام جاری ہے جس کے تحت مختلف اضلاع میں ترقیاتی اسکیموں کو مکمل کیا جا رہا ہے اور عوام کو بنیادی سہولیات کی فراہمی یقینی بنائی جائے گی وزیر اعظم نے متعلقہ محکموں کو ہدایت کی کہ منصوبوں میں شفافیت اور معیار کو برقرار رکھا جائے تاکہ عوام کو بہتر خدمات فراہم کی جا سکیں مظفرآباد آزاد کشمیر حکومت کی جانب سے عوامی فلاح و بہبود کے منصوبوں پر کام جاری ہے جس کے تحت مختلف اضلاع میں ترقیاتی اسکیموں کو مکمل کیا جا رہا ہے اور عوام کو بنیادی سہولیات کی فراہمی یقینی بنائی جائے گی وزیر اعظم نے متعلقہ محکموں کو ہدایت کی کہ منصوبوں میں شفافیت اور معیار کو برقرار رکھا جائے تاکہ عوام کو بہتر <box>1011 956 1167 1238</box>
tag-label: ––– صداقت ––– <box>1177 1080 1296 1093</box>
tag-label: ––– صداقت ––– <box>847 504 966 517</box>
tag-label: ––– صداقت ––– <box>22 1545 141 1558</box>
article-number: 62 <box>471 1932 505 1945</box>
strip-segment <box>1 341 13 363</box>
article-number-tag <box>516 200 671 215</box>
article-body: مظفرآباد آزاد کشمیر حکومت کی جانب سے عوامی فلاح و بہبود کے منصوبوں پر کام جاری ہے جس کے تحت مختلف اضلاع میں ترقیاتی اسکیموں کو مکمل کیا جا رہا ہے اور عوام کو بنیادی سہولیات کی فراہمی یقینی بنائی جائے گی وزیر اعظم نے متعلقہ محکموں کو ہدایت کی کہ منصوبوں میں شفافیت اور معیار کو برقرار رکھا جائے تاکہ عوام کو بہتر خدمات فراہم کی جا سکیں مظفرآباد آزاد کشمیر حکومت کی جانب سے عوامی فلاح و بہبود کے منصوبوں پر کام جاری ہے جس کے تحت مختلف اضلاع میں ترقیاتی اسکیموں کو مکمل کیا جا رہا ہے اور عوام کو بنیادی سہولیات کی فراہمی یقینی <box>681 1518 836 1632</box>
tag-label: ––– صداقت ––– <box>1012 939 1131 952</box>
strip-segment <box>1 803 13 825</box>
tag-label: ––– صداقت ––– <box>187 30 306 43</box>
article-number: 67 <box>306 1092 340 1105</box>
tag-label: ––– صداقت ––– <box>517 716 636 729</box>
article-number-tag <box>516 886 671 901</box>
strip-segment <box>1337 411 1349 433</box>
article-body: مظفرآباد آزاد کشمیر حکومت کی جانب سے عوامی فلاح و بہبود کے منصوبوں پر کام جاری ہے جس کے تحت مختلف اضلاع میں ترقیاتی اسکیموں کو مکمل کیا جا رہا ہے اور عوام کو بنیادی سہولیات کی فراہمی یقینی بنائی جائے گی وزیر اعظم نے متعلقہ محکموں کو ہدایت کی کہ منصوبوں میں شفافیت اور معیار کو برقرار رکھا جائے تاکہ عوام کو بہتر خدمات فراہم کی جا سکیں مظفرآباد آزاد کشمیر حکومت کی جانب سے عوامی فلاح و بہبود کے منصوبوں پر کام جاری ہے جس کے تحت مختلف اضلاع میں ترقیاتی اسکیموں کو مکمل کیا جا رہا ہے اور عوام کو بنیادی سہولیات کی فراہمی یقینی بنائی جائے گی وزیر اعظم نے متعلقہ محکموں کو ہدایت کی کہ منصوبوں میں شفافیت اور معیار کو برقرار رکھا جائے تاکہ عوام کو بہتر خدمات فراہم کی جا سکیں مظفرآباد آزاد کشمیر حکومت کی جانب سے عوامی فلاح و بہبود کے منصوبوں پر کام جاری ہے جس کے تحت مختلف اضلاع میں ترقیاتی اسکیموں کو مکمل کیا جا رہا ہے اور عوام کو بنیادی سہولیات کی فراہمی یقینی بنائی جائے گی وزیر اعظم نے متعلقہ محکموں کو ہدایت کی کہ منصوبوں میں شفافیت اور معیار کو برقرار رکھا جائے تاکہ عوام کو بہتر خدمات فراہم کی جا سکیں LUMS مظفرآباد آزاد کشمیر حکومت کی جانب سے عوامی فلاح و بہبود کے منصوبوں پر کام جاری ہے جس کے تحت مختلف اضلاع میں ترقیاتی اسکیموں کو مکمل کیا جا رہا ہے اور عوام کو بنیادی سہولیات کی فراہمی یقینی بنائی جائے گی وزیر اعظم نے متعلقہ محکموں کو ہدایت کی کہ منصوبوں میں شفافیت اور معیار کو برقرار رکھا جائے تاکہ عوام کو <box>21 350 176 632</box>
article-number: 72 <box>141 333 175 346</box>
ornament-icon <box>1 1067 12 1078</box>
article-body: مظفرآباد آزاد کشمیر حکومت کی جانب سے عوامی فلاح و بہبود کے منصوبوں پر کام جاری ہے جس کے تحت مختلف اضلاع میں ترقیاتی اسکیموں کو مکمل کیا جا رہا ہے اور عوام کو بنیادی سہولیات کی فراہمی یقینی بنائی جائے گی وزیر اعظم نے متعلقہ محکموں کو ہدایت کی کہ منصوبوں میں شفافیت اور معیار کو برقرار رکھا جائے تاکہ عوام کو بہتر خدمات فراہم کی جا سکیں NAVTTC مظفرآباد آزاد کشمیر حکومت کی جانب سے عوامی فلاح و بہبود کے منصوبوں پر کام جاری ہے جس کے تحت مختلف اضلاع میں ترقیاتی اسکیموں کو مکمل کیا جا رہا ہے اور عوام کو بنیادی سہولیات کی فراہمی <box>681 1652 837 1766</box>
ornament-icon <box>1337 717 1348 728</box>
article-body: مظفرآباد آزاد کشمیر حکومت کی جانب سے عوامی فلاح و بہبود کے منصوبوں پر کام جاری ہے جس کے تحت مختلف اضلاع میں ترقیاتی اسکیموں کو مکمل کیا جا رہا ہے اور عوام کو بنیادی سہولیات کی فراہمی یقینی بنائی جائے گی وزیر اعظم نے متعلقہ محکموں کو ہدایت کی کہ منصوبوں میں شفافیت اور معیار کو برقرار رکھا جائے تاکہ عوام کو بہتر خدمات فراہم کی جا سکیں مظفرآباد آزاد کشمیر حکومت کی جانب سے عوامی فلاح و بہبود کے منصوبوں پر کام جاری ہے جس کے تحت مختلف اضلاع میں ترقیاتی اسکیموں کو مکمل کیا جا رہا ہے اور عوام کو بنیادی سہولیات کی فراہمی یقینی بنائی جائے گی وزیر اعظم نے متعلقہ محکموں کو ہدایت کی کہ منصوبوں میں شفافیت اور معیار کو برقرار رکھا جائے تاکہ عوام کو بہتر خدمات فراہم کی جا سکیں LUMS مظفرآباد آزاد کشمیر حکومت <box>516 903 671 1055</box>
tag-label: ––– صداقت ––– <box>847 267 966 280</box>
article-body: مظفرآباد آزاد کشمیر حکومت کی جانب سے عوامی فلاح و بہبود کے منصوبوں پر کام جاری ہے جس کے تحت مختلف اضلاع میں ترقیاتی اسکیموں کو مکمل کیا جا رہا ہے اور عوام کو بنیادی سہولیات کی فراہمی یقینی بنائی جائے گی وزیر اعظم نے متعلقہ محکموں کو ہدایت کی کہ منصوبوں میں شفافیت اور معیار کو برقرار رکھا جائے تاکہ عوام کو بہتر خدمات فراہم کی جا سکیں مظفرآباد آزاد کشمیر حکومت کی جانب سے عوامی فلاح و بہبود کے منصوبوں پر کام جاری ہے جس کے تحت مختلف اضلاع میں ترقیاتی اسکیموں کو مکمل کیا جا رہا ہے اور عوام کو بنیادی سہولیات کی فراہمی یقینی بنائی جائے گی وزیر اعظم نے متعلقہ محکموں کو ہدایت کی کہ منصوبوں میں شفافیت اور معیار کو برقرار رکھا جائے تاکہ عوام کو بہتر خدمات فراہم کی جا سکیں مظفرآباد آزاد کشمیر حکومت کی <box>516 218 671 369</box>
article-number: 46 <box>636 1230 670 1243</box>
article-number-tag <box>846 978 1001 993</box>
article-body: مظفرآباد آزاد کشمیر حکومت کی جانب سے عوامی فلاح و بہبود کے منصوبوں پر کام جاری ہے جس کے تحت مختلف اضلاع میں ترقیاتی اسکیموں کو مکمل کیا جا رہا ہے اور عوام کو بنیادی سہولیات کی فراہمی یقینی بنائی جائے گی وزیر اعظم نے متعلقہ محکموں کو ہدایت کی کہ منصوبوں میں شفافیت اور معیار کو برقرار رکھا جائے تاکہ عوام کو بہتر خدمات فراہم کی جا سکیں Airblue مظفرآباد آزاد کشمیر حکومت کی جانب سے عوامی فلاح و بہبود کے منصوبوں پر کام جاری ہے جس کے تحت مختلف اضلاع میں ترقیاتی اسکیموں کو مکمل کیا جا رہا ہے اور عوام کو بنیادی سہولیات کی فراہمی یقینی بنائی جائے گی وزیر اعظم نے متعلقہ محکموں کو ہدایت کی کہ منصوبوں میں شفافیت اور معیار کو برقرار رکھا جائے تاکہ عوام کو بہتر خدمات فراہم کی جا سکیں مظفرآباد آزاد کشمیر حکومت کی جانب سے عوامی فلاح و بہبود کے منصوبوں پر کام جاری ہے جس کے تحت مختلف اضلاع میں ترقیاتی اسکیموں کو مکمل کیا جا رہا ہے اور عوام کو بنیادی سہولیات کی فراہمی یقینی بنائی جائے گی وزیر اعظم نے متعلقہ محکموں کو ہدایت کی کہ منصوبوں میں شفافیت اور معیار کو برقرار رکھا جائے تاکہ عوام کو بہتر خدمات فراہم کی جا سکیں مظفرآباد آزاد کشمیر حکومت کی جانب سے عوامی فلاح و بہبود کے منصوبوں پر کام جاری ہے جس کے تحت مختلف اضلاع میں ترقیاتی اسکیموں کو مکمل کیا جا رہا ہے اور عوام کو بنیادی سہولیات کی فراہمی یقینی بنائی جائے گی وزیر اعظم نے متعلقہ محکموں کو ہدایت کی کہ منصوبوں میں شفافیت اور معیار کو برقرار رکھا جائے تاکہ عوام کو بہتر <box>21 47 176 329</box>
article-number-tag <box>186 825 341 840</box>
article-body: مظفرآباد آزاد کشمیر حکومت کی جانب سے عوامی فلاح و بہبود کے منصوبوں پر کام جاری ہے جس کے تحت مختلف اضلاع میں ترقیاتی اسکیموں کو مکمل کیا جا رہا ہے اور عوام کو بنیادی سہولیات کی فراہمی یقینی بنائی جائے گی وزیر اعظم نے متعلقہ محکموں کو ہدایت کی کہ منصوبوں میں شفافیت اور معیار کو برقرار رکھا جائے تاکہ عوام کو بہتر خدمات فراہم کی جا سکیں مظفرآباد آزاد کشمیر حکومت کی جانب سے عوامی فلاح و بہبود کے منصوبوں پر کام جاری ہے جس کے تحت مختلف اضلاع میں ترقیاتی اسکیموں کو مکمل کیا جا رہا ہے اور عوام کو بنیادی سہولیات کی فراہمی یقینی بنائی جائے گی وزیر اعظم نے متعلقہ محکموں کو ہدایت کی کہ منصوبوں میں شفافیت اور معیار کو برقرار رکھا جائے تاکہ عوام کو بہتر خدمات فراہم کی جا سکیں NSER مظفرآباد آزاد کشمیر حکومت <box>516 1418 672 1569</box>
article-body: مظفرآباد آزاد کشمیر حکومت کی جانب سے عوامی فلاح و بہبود کے منصوبوں پر کام جاری ہے جس کے تحت مختلف اضلاع میں ترقیاتی اسکیموں کو مکمل کیا جا رہا ہے اور عوام کو بنیادی سہولیات کی فراہمی یقینی بنائی جائے گی وزیر اعظم نے متعلقہ محکموں کو ہدایت کی کہ منصوبوں میں شفافیت اور معیار کو برقرار رکھا جائے تاکہ عوام کو بہتر خدمات فراہم کی جا سکیں LUMS مظفرآباد آزاد کشمیر حکومت کی جانب سے عوامی فلاح و بہبود کے منصوبوں پر کام جاری ہے جس کے تحت مختلف اضلاع میں ترقیاتی اسکیموں کو مکمل کیا جا رہا ہے اور عوام کو بنیادی سہولیات کی فراہمی یقینی <box>681 849 836 963</box>
article-body: مظفرآباد آزاد کشمیر حکومت کی جانب سے عوامی فلاح و بہبود کے منصوبوں پر کام جاری ہے جس کے تحت مختلف اضلاع میں ترقیاتی اسکیموں کو مکمل کیا جا رہا ہے اور عوام کو بنیادی سہولیات کی فراہمی یقینی بنائی جائے گی وزیر اعظم نے متعلقہ محکموں کو ہدایت کی کہ منصوبوں میں شفافیت اور معیار کو برقرار رکھا جائے تاکہ عوام کو بہتر خدمات فراہم کی جا سکیں مظفرآباد آزاد کشمیر حکومت کی جانب سے عوامی فلاح و بہبود کے منصوبوں پر کام جاری ہے جس کے تحت مختلف اضلاع میں ترقیاتی اسکیموں کو مکمل کیا جا رہا ہے اور عوام کو بنیادی سہولیات کی فراہمی یقینی <box>681 983 836 1097</box>
article-body: مظفرآباد آزاد کشمیر حکومت کی جانب سے عوامی فلاح و بہبود کے منصوبوں پر کام جاری ہے جس کے تحت مختلف اضلاع میں ترقیاتی اسکیموں کو مکمل کیا جا رہا ہے اور عوام کو بنیادی سہولیات کی فراہمی یقینی بنائی جائے گی وزیر اعظم نے متعلقہ محکموں کو ہدایت کی کہ منصوبوں میں شفافیت اور معیار کو برقرار رکھا جائے تاکہ عوام کو بہتر خدمات فراہم کی جا سکیں مظفرآباد آزاد کشمیر حکومت کی جانب سے عوامی فلاح و بہبود کے منصوبوں پر کام جاری ہے جس کے تحت مختلف اضلاع میں ترقیاتی اسکیموں کو مکمل کیا جا رہا ہے اور عوام کو بنیادی سہولیات کی فراہمی یقینی بنائی جائے گی وزیر اعظم نے متعلقہ محکموں کو ہدایت کی کہ منصوبوں میں شفافیت اور معیار کو برقرار رکھا جائے تاکہ عوام کو بہتر خدمات فراہم کی جا سکیں مظفرآباد آزاد کشمیر حکومت کی جانب سے عوامی فلاح و بہبود کے منصوبوں پر کام جاری ہے جس کے تحت مختلف اضلاع میں ترقیاتی <box>351 237 506 407</box>
strip-segment <box>1 1293 13 1315</box>
article-body: مظفرآباد آزاد کشمیر حکومت کی جانب سے عوامی فلاح و بہبود کے منصوبوں پر کام جاری ہے جس کے تحت مختلف اضلاع میں ترقیاتی اسکیموں کو مکمل کیا جا رہا ہے اور عوام کو بنیادی سہولیات کی فراہمی یقینی بنائی جائے گی وزیر اعظم نے متعلقہ محکموں کو ہدایت کی کہ منصوبوں میں شفافیت اور معیار کو برقرار رکھا جائے تاکہ عوام کو بہتر خدمات فراہم کی جا سکیں مظفرآباد آزاد کشمیر حکومت کی جانب سے عوامی فلاح و بہبود کے منصوبوں پر کام جاری ہے جس کے تحت مختلف اضلاع میں ترقیاتی اسکیموں کو مکمل کیا جا رہا ہے اور عوام کو بنیادی سہولیات کی فراہمی یقینی بنائی جائے گی وزیر اعظم نے متعلقہ محکموں کو ہدایت کی کہ منصوبوں میں شفافیت اور معیار کو برقرار رکھا جائے تاکہ عوام کو بہتر خدمات فراہم کی جا سکیں مظفرآباد آزاد کشمیر حکومت کی <box>516 1760 671 1911</box>
strip-segment <box>1337 1181 1349 1203</box>
article-body: مظفرآباد آزاد کشمیر حکومت کی جانب سے عوامی فلاح و بہبود کے منصوبوں پر کام جاری ہے جس کے تحت مختلف اضلاع میں ترقیاتی اسکیموں کو مکمل کیا جا رہا ہے اور عوام کو بنیادی سہولیات کی فراہمی یقینی بنائی جائے گی وزیر اعظم نے متعلقہ محکموں کو ہدایت کی کہ منصوبوں میں شفافیت اور معیار کو برقرار رکھا جائے تاکہ عوام کو بہتر خدمات فراہم کی جا سکیں مظفرآباد آزاد کشمیر حکومت کی جانب سے عوامی فلاح و بہبود کے منصوبوں پر کام جاری ہے جس کے تحت مختلف اضلاع میں ترقیاتی اسکیموں کو مکمل کیا جا رہا ہے اور عوام کو بنیادی سہولیات کی فراہمی یقینی بنائی جائے گی وزیر اعظم نے متعلقہ محکموں کو ہدایت کی کہ منصوبوں میں شفافیت اور معیار کو برقرار رکھا جائے تاکہ عوام کو بہتر خدمات فراہم کی جا سکیں مظفرآباد آزاد کشمیر حکومت کی جانب سے عوامی فلاح و بہبود کے منصوبوں پر کام جاری ہے جس کے تحت مختلف اضلاع میں ترقیاتی اسکیموں کو مکمل کیا جا رہا ہے اور عوام کو بنیادی سہولیات کی فراہمی یقینی بنائی جائے گی وزیر اعظم نے متعلقہ محکموں کو ہدایت کی کہ منصوبوں میں شفافیت اور معیار کو برقرار رکھا جائے تاکہ عوام کو بہتر خدمات فراہم کی جا سکیں PAF مظفرآباد آزاد کشمیر حکومت کی جانب سے عوامی فلاح و بہبود کے منصوبوں پر کام جاری ہے جس کے تحت مختلف اضلاع میں ترقیاتی اسکیموں <box>186 1108 341 1353</box>
tag-label: ––– صداقت ––– <box>352 1932 471 1945</box>
strip-segment <box>1337 341 1349 363</box>
article-number-tag <box>681 1902 836 1917</box>
article-number: 32 <box>801 1234 835 1247</box>
strip-segment <box>1 831 13 853</box>
strip-segment <box>1337 971 1349 993</box>
article-number-tag <box>21 332 176 347</box>
tag-label: ––– صداقت ––– <box>517 544 636 557</box>
article-body: مظفرآباد آزاد کشمیر حکومت کی جانب سے عوامی فلاح و بہبود کے منصوبوں پر کام جاری ہے جس کے تحت مختلف اضلاع میں ترقیاتی اسکیموں کو مکمل کیا جا رہا ہے اور عوام کو بنیادی سہولیات کی فراہمی یقینی بنائی جائے گی وزیر اعظم نے متعلقہ محکموں کو ہدایت کی کہ منصوبوں میں شفافیت اور معیار کو برقرار رکھا جائے تاکہ عوام کو بہتر خدمات فراہم کی جا سکیں مظفرآباد آزاد کشمیر حکومت کی جانب سے عوامی فلاح و بہبود کے منصوبوں پر کام جاری ہے جس کے تحت مختلف اضلاع میں ترقیاتی اسکیموں کو مکمل کیا جا رہا ہے اور عوام کو بنیادی سہولیات کی فراہمی یقینی بنائی جائے گی وزیر اعظم نے متعلقہ محکموں کو ہدایت کی کہ منصوبوں میں شفافیت اور معیار کو برقرار رکھا جائے تاکہ عوام کو بہتر خدمات فراہم کی جا سکیں TFCS Facilitation Centres مظفرآباد آزاد کشمیر حکومت کی جانب سے عوامی فلاح و بہبود کے منصوبوں پر کام جاری ہے جس کے تحت مختلف اضلاع میں ترقیاتی اسکیموں کو مکمل کیا جا رہا ہے اور عوام کو بنیادی سہولیات کی فراہمی یقینی بنائی جائے گی وزیر اعظم نے متعلقہ محکموں کو ہدایت کی کہ منصوبوں میں شفافیت اور معیار کو برقرار رکھا جائے تاکہ عوام کو بہتر خدمات فراہم کی جا سکیں مظفرآباد آزاد کشمیر حکومت کی جانب سے عوامی فلاح و بہبود کے منصوبوں پر کام جاری ہے جس کے تحت مختلف اضلاع میں ترقیاتی اسکیموں کو مکمل کیا جا رہا ہے اور عوام کو بنیادی سہولیات کی فراہمی یقینی بنائی جائے گی وزیر اعظم نے متعلقہ محکموں کو ہدایت کی کہ منصوبوں میں شفافیت اور معیار کو برقرار رکھا جائے تاکہ عوام کو بہتر خدمات فراہم کی جا سکیں مظفرآباد آزاد کشمیر حکومت کی جانب سے عوامی فلاح و بہبود کے منصوبوں پر کام جاری ہے جس کے تحت مختلف اضلاع میں ترقیاتی اسکیموں کو مکمل کیا جا رہا ہے اور عوام کو بنیادی <box>1176 747 1331 1076</box>
article-body: مظفرآباد آزاد کشمیر حکومت کی جانب سے عوامی فلاح و بہبود کے منصوبوں پر کام جاری ہے جس کے تحت مختلف اضلاع میں ترقیاتی اسکیموں کو مکمل کیا جا رہا ہے اور عوام کو بنیادی سہولیات کی فراہمی یقینی بنائی جائے گی وزیر اعظم نے متعلقہ محکموں کو ہدایت کی کہ منصوبوں میں شفافیت اور معیار کو برقرار رکھا جائے تاکہ عوام کو بہتر خدمات فراہم کی جا سکیں مظفرآباد آزاد کشمیر حکومت کی جانب سے عوامی فلاح و بہبود کے منصوبوں پر کام جاری ہے جس کے تحت مختلف اضلاع میں ترقیاتی اسکیموں کو مکمل کیا جا رہا ہے اور عوام کو بنیادی سہولیات کی فراہمی یقینی بنائی جائے گی وزیر اعظم نے متعلقہ محکموں کو ہدایت کی کہ منصوبوں میں شفافیت اور معیار کو برقرار رکھا جائے تاکہ عوام کو بہتر خدمات فراہم کی جا سکیں ISPDP مظفرآباد آزاد کشمیر حکومت کی جانب سے عوامی فلاح و بہبود کے منصوبوں پر کام جاری ہے جس کے تحت مختلف اضلاع میں ترقیاتی اسکیموں کو مکمل کیا جا رہا ہے اور عوام کو بنیادی سہولیات کی فراہمی یقینی بنائی جائے گی وزیر اعظم نے متعلقہ محکموں کو ہدایت کی کہ منصوبوں میں شفافیت اور معیار کو برقرار رکھا جائے تاکہ عوام کو بہتر خدمات فراہم کی جا سکیں مظفرآباد آزاد کشمیر حکومت کی جانب سے عوامی فلاح و بہبود کے منصوبوں پر کام جاری ہے جس کے تحت مختلف اضلاع میں ترقیاتی اسکیموں کو مکمل کیا جا رہا ہے اور عوام کو بنیادی سہولیات کی فراہمی یقینی بنائی جائے گی وزیر اعظم نے متعلقہ محکموں کو ہدایت کی کہ منصوبوں میں شفافیت اور معیار کو برقرار رکھا جائے تاکہ عوام کو بہتر <box>1011 653 1166 935</box>
footer-strip <box>0 2168 1350 2192</box>
tag-label: ––– صداقت ––– <box>1177 1780 1296 1793</box>
ornament-icon <box>1 1207 12 1218</box>
article-number: 14 <box>966 30 1000 43</box>
ornament-icon <box>1337 297 1348 308</box>
article-number-tag <box>351 29 506 44</box>
column-c5 <box>676 26 840 2166</box>
tag-label: ––– صداقت ––– <box>187 826 306 839</box>
strip-segment <box>1 551 13 573</box>
article-number-tag <box>846 1927 1001 1942</box>
strip-segment <box>1 271 13 293</box>
article-number: 73 <box>141 636 175 649</box>
article-number: 56 <box>471 791 505 804</box>
tag-label: ––– صداقت ––– <box>517 887 636 900</box>
tag-label: ––– صداقت ––– <box>847 1928 966 1941</box>
tag-label: ––– صداقت ––– <box>1012 30 1131 43</box>
strip-segment <box>1 1223 13 1245</box>
article-number-tag <box>1176 29 1331 44</box>
article-body: مظفرآباد آزاد کشمیر حکومت کی جانب سے عوامی فلاح و بہبود کے منصوبوں پر کام جاری ہے جس کے تحت مختلف اضلاع میں ترقیاتی اسکیموں کو مکمل کیا جا رہا ہے اور عوام کو بنیادی سہولیات کی فراہمی یقینی بنائی جائے گی وزیر اعظم نے متعلقہ محکموں کو ہدایت کی کہ منصوبوں میں شفافیت اور معیار کو برقرار رکھا جائے تاکہ عوام کو بہتر خدمات فراہم کی جا سکیں Kort Housing Project For Widows In A مظفرآباد آزاد کشمیر حکومت کی جانب سے عوامی فلاح و بہبود کے منصوبوں پر کام جاری ہے جس کے تحت مختلف اضلاع میں ترقیاتی اسکیموں کو مکمل کیا جا رہا ہے اور عوام کو بنیادی سہولیات کی فراہمی یقینی بنائی جائے گی وزیر اعظم نے متعلقہ محکموں کو ہدایت کی کہ منصوبوں میں شفافیت اور معیار کو برقرار رکھا جائے تاکہ عوام کو بہتر خدمات فراہم کی جا سکیں مظفرآباد آزاد کشمیر حکومت کی جانب سے عوامی فلاح و بہبود کے منصوبوں پر کام جاری ہے جس کے تحت مختلف اضلاع میں ترقیاتی اسکیموں کو مکمل کیا جا رہا ہے اور عوام کو بنیادی سہولیات کی فراہمی یقینی بنائی جائے گی وزیر اعظم نے متعلقہ محکموں کو ہدایت کی کہ منصوبوں میں شفافیت اور معیار کو برقرار رکھا جائے تاکہ عوام کو بہتر خدمات فراہم کی جا سکیں مظفرآباد آزاد کشمیر حکومت کی جانب سے عوامی فلاح و بہبود کے منصوبوں پر کام جاری ہے جس کے تحت مختلف اضلاع میں ترقیاتی اسکیموں کو مکمل کیا جا رہا ہے اور عوام کو بنیادی سہولیات کی فراہمی یقینی بنائی جائے گی وزیر اعظم نے متعلقہ محکموں کو ہدایت کی کہ منصوبوں میں شفافیت <box>1011 47 1167 329</box>
article-body: مظفرآباد آزاد کشمیر حکومت کی جانب سے عوامی فلاح و بہبود کے منصوبوں پر کام جاری ہے جس کے تحت مختلف اضلاع میں ترقیاتی اسکیموں کو مکمل کیا جا رہا ہے اور عوام کو بنیادی سہولیات کی فراہمی یقینی بنائی جائے گی وزیر اعظم نے متعلقہ محکموں کو ہدایت کی کہ منصوبوں میں شفافیت اور معیار کو برقرار رکھا جائے تاکہ عوام کو بہتر خدمات فراہم کی جا سکیں مظفرآباد آزاد کشمیر حکومت کی جانب سے عوامی فلاح و بہبود کے منصوبوں پر کام جاری ہے جس کے تحت مختلف اضلاع میں ترقیاتی اسکیموں کو مکمل کیا جا رہا ہے اور عوام کو بنیادی سہولیات کی فراہمی یقینی بنائی جائے گی وزیر اعظم نے متعلقہ محکموں کو ہدایت کی کہ منصوبوں میں شفافیت اور معیار کو برقرار رکھا جائے تاکہ عوام کو بہتر خدمات فراہم کی جا سکیں مظفرآباد آزاد کشمیر حکومت کی جانب سے عوامی فلاح و بہبود کے منصوبوں پر کام جاری ہے جس کے تحت مختلف اضلاع میں ترقیاتی اسکیموں کو مکمل کیا جا رہا ہے اور عوام کو بنیادی سہولیات کی فراہمی یقینی بنائی جائے گی وزیر اعظم نے متعلقہ محکموں کو ہدایت کی کہ منصوبوں میں شفافیت اور معیار کو برقرار رکھا جائے تاکہ عوام کو بہتر خدمات فراہم کی جا سکیں Kort Housing Phase-Project for Widows in AJK مظفرآباد آزاد کشمیر حکومت کی جانب سے عوامی فلاح و بہبود کے منصوبوں پر کام جاری ہے جس کے تحت مختلف اضلاع میں ترقیاتی اسکیموں کو مکمل کیا جا رہا ہے اور عوام کو بنیادی سہولیات کی فراہمی یقینی بنائی جائے گی وزیر اعظم نے متعلقہ محکموں کو ہدایت کی کہ منصوبوں میں شفافیت اور معیار کو برقرار رکھا جائے تاکہ عوام کو بہتر خدمات فراہم کی جا سکیں مظفرآباد آزاد کشمیر حکومت کی جانب سے عوامی فلاح و بہبود کے منصوبوں پر کام جاری ہے جس کے تحت مختلف اضلاع میں ترقیاتی اسکیموں کو مکمل کیا جا رہا ہے <box>1176 1447 1331 1776</box>
strip-segment <box>1337 481 1349 503</box>
strip-segment <box>1337 1153 1349 1175</box>
tag-label: ––– صداقت ––– <box>1012 1848 1131 1861</box>
article-number-tag <box>1011 332 1166 347</box>
article-number: 50 <box>636 1915 670 1928</box>
tag-label: ––– صداقت ––– <box>847 742 966 755</box>
article-body: مظفرآباد آزاد کشمیر حکومت کی جانب سے عوامی فلاح و بہبود کے منصوبوں پر کام جاری ہے جس کے تحت مختلف اضلاع میں ترقیاتی اسکیموں کو مکمل کیا جا رہا ہے اور عوام کو بنیادی سہولیات کی فراہمی یقینی بنائی جائے گی وزیر اعظم نے متعلقہ محکموں کو ہدایت کی کہ منصوبوں میں شفافیت اور معیار کو برقرار رکھا جائے تاکہ عوام کو بہتر خدمات فراہم کی جا سکیں CPEC مظفرآباد آزاد کشمیر حکومت کی جانب سے عوامی فلاح و بہبود کے منصوبوں پر کام جاری ہے جس کے تحت مختلف اضلاع میں ترقیاتی اسکیموں کو مکمل کیا جا رہا ہے اور عوام کو بنیادی سہولیات کی فراہمی یقینی بنائی جائے گی وزیر اعظم نے متعلقہ محکموں کو ہدایت کی کہ منصوبوں میں شفافیت اور معیار کو برقرار رکھا جائے تاکہ عوام کو بہتر خدمات فراہم کی جا سکیں مظفرآباد آزاد کشمیر حکومت کی جانب سے عوامی فلاح و بہبود کے منصوبوں پر کام جاری ہے جس کے تحت مختلف اضلاع میں ترقیاتی اسکیموں کو مکمل کیا جا رہا ہے اور عوام کو بنیادی سہولیات کی فراہمی یقینی بنائی جائے گی وزیر اعظم نے متعلقہ محکموں کو ہدایت کی کہ منصوبوں میں شفافیت اور معیار کو برقرار رکھا جائے تاکہ عوام کو بہتر خدمات فراہم کی جا سکیں <box>846 47 1001 263</box>
article-body: مظفرآباد آزاد کشمیر حکومت کی جانب سے عوامی فلاح و بہبود کے منصوبوں پر کام جاری ہے جس کے تحت مختلف اضلاع میں ترقیاتی اسکیموں کو مکمل کیا جا رہا ہے اور عوام کو بنیادی سہولیات کی فراہمی یقینی بنائی جائے گی وزیر اعظم نے متعلقہ محکموں کو ہدایت کی کہ منصوبوں میں شفافیت اور معیار کو برقرار رکھا جائے تاکہ عوام کو بہتر خدمات فراہم کی جا سکیں LUMS مظفرآباد آزاد کشمیر حکومت کی جانب سے عوامی فلاح و بہبود کے منصوبوں پر کام جاری ہے جس کے تحت مختلف اضلاع میں ترقیاتی اسکیموں کو مکمل کیا جا رہا ہے اور عوام کو بنیادی سہولیات کی فراہمی یقینی بنائی جائے گی وزیر اعظم نے متعلقہ محکموں کو ہدایت کی کہ منصوبوں میں شفافیت اور معیار کو برقرار رکھا جائے تاکہ عوام کو بہتر خدمات فراہم کی جا سکیں مظفرآباد آزاد کشمیر حکومت کی جانب سے عوامی فلاح و بہبود کے منصوبوں پر کام جاری ہے جس کے تحت مختلف اضلاع میں ترقیاتی اسکیموں کو مکمل کیا جا رہا ہے اور عوام کو بنیادی سہولیات کی فراہمی یقینی بنائی جائے گی وزیر اعظم نے متعلقہ محکموں کو ہدایت کی کہ منصوبوں میں شفافیت اور معیار کو برقرار رکھا جائے تاکہ عوام کو بہتر خدمات فراہم کی جا سکیں مظفرآباد آزاد کشمیر حکومت کی جانب سے عوامی فلاح و بہبود کے منصوبوں پر کام جاری ہے جس کے تحت مختلف اضلاع میں ترقیاتی اسکیموں کو مکمل <box>186 1639 341 1884</box>
ornament-icon <box>1337 1137 1348 1148</box>
tag-label: ––– صداقت ––– <box>517 373 636 386</box>
tag-label: ––– صداقت ––– <box>682 833 801 846</box>
article-body: مظفرآباد آزاد کشمیر حکومت کی جانب سے عوامی فلاح و بہبود کے منصوبوں پر کام جاری ہے جس کے تحت مختلف اضلاع میں ترقیاتی اسکیموں کو مکمل کیا جا رہا ہے اور عوام کو بنیادی سہولیات کی فراہمی یقینی بنائی جائے گی وزیر اعظم نے متعلقہ محکموں کو ہدایت کی کہ منصوبوں میں شفافیت اور معیار کو برقرار رکھا جائے تاکہ عوام کو بہتر خدمات فراہم کی جا سکیں LUMS مظفرآباد آزاد کشمیر حکومت کی جانب سے عوامی فلاح و بہبود کے منصوبوں پر کام جاری ہے جس کے تحت مختلف اضلاع میں ترقیاتی اسکیموں کو مکمل کیا جا رہا ہے اور عوام کو بنیادی سہولیات کی فراہمی یقینی بنائی جائے گی وزیر اعظم نے متعلقہ محکموں کو ہدایت کی کہ منصوبوں میں شفافیت اور معیار کو برقرار رکھا جائے تاکہ عوام کو بہتر خدمات فراہم کی جا سکیں مظفرآباد آزاد کشمیر حکومت کی جانب سے عوامی فلاح و بہبود کے منصوبوں پر کام جاری ہے جس کے تحت مختلف اضلاع میں ترقیاتی <box>351 1188 506 1358</box>
ornament-icon <box>1337 507 1348 518</box>
article-number-tag <box>351 219 506 234</box>
article-number: 75 <box>141 1242 175 1255</box>
strip-segment <box>1337 943 1349 965</box>
tag-label: ––– صداقت ––– <box>682 1368 801 1381</box>
ornament-icon <box>1 227 12 238</box>
strip-segment <box>1 481 13 503</box>
ornament-icon <box>1337 857 1348 868</box>
article-body: مظفرآباد آزاد کشمیر حکومت کی جانب سے عوامی فلاح و بہبود کے منصوبوں پر کام جاری ہے جس کے تحت مختلف اضلاع میں ترقیاتی اسکیموں کو مکمل کیا جا رہا ہے اور عوام کو بنیادی سہولیات کی فراہمی یقینی بنائی جائے گی وزیر اعظم نے متعلقہ محکموں کو ہدایت کی کہ منصوبوں میں شفافیت اور معیار کو برقرار رکھا جائے تاکہ عوام کو بہتر خدمات فراہم کی جا سکیں مظفرآباد آزاد کشمیر حکومت کی جانب سے عوامی فلاح و بہبود کے منصوبوں پر کام جاری ہے جس کے تحت مختلف اضلاع میں ترقیاتی اسکیموں کو مکمل کیا جا رہا ہے اور عوام کو بنیادی سہولیات کی فراہمی یقینی بنائی جائے گی وزیر اعظم نے متعلقہ محکموں کو ہدایت کی کہ منصوبوں میں شفافیت اور معیار کو برقرار رکھا جائے تاکہ عوام کو بہتر خدمات فراہم کی جا سکیں مظفرآباد آزاد کشمیر حکومت کی جانب سے عوامی فلاح و بہبود کے منصوبوں پر کام جاری ہے جس کے تحت مختلف اضلاع میں ترقیاتی اسکیموں کو مکمل کیا جا رہا ہے اور عوام کو بنیادی سہولیات کی فراہمی یقینی بنائی جائے گی وزیر اعظم نے متعلقہ محکموں کو ہدایت کی کہ منصوبوں میں شفافیت اور معیار کو برقرار رکھا جائے تاکہ عوام کو بہتر خدمات فراہم کی جا سکیں <box>846 284 1001 501</box>
strip-segment <box>1337 691 1349 713</box>
article-number: 15 <box>966 267 1000 280</box>
article-number: 47 <box>636 1401 670 1414</box>
tag-label: ––– صداقت ––– <box>682 164 801 177</box>
article-number-tag <box>516 1057 671 1072</box>
article-number-tag <box>186 1621 341 1636</box>
article-number: 71 <box>141 30 175 43</box>
article-number-tag <box>351 1551 506 1566</box>
tag-label: ––– صداقت ––– <box>352 981 471 994</box>
footer-ornament-icon <box>1096 2174 1110 2188</box>
article-body: مظفرآباد آزاد کشمیر حکومت کی جانب سے عوامی فلاح و بہبود کے منصوبوں پر کام جاری ہے جس کے تحت مختلف اضلاع میں ترقیاتی اسکیموں کو مکمل کیا جا رہا ہے اور عوام کو بنیادی سہولیات کی فراہمی یقینی بنائی جائے گی وزیر اعظم نے متعلقہ محکموں کو ہدایت کی کہ منصوبوں میں شفافیت اور معیار کو برقرار رکھا جائے تاکہ عوام کو بہتر خدمات فراہم کی جا سکیں مظفرآباد آزاد کشمیر حکومت کی جانب سے عوامی فلاح و بہبود کے منصوبوں پر کام جاری ہے جس کے تحت مختلف اضلاع میں ترقیاتی اسکیموں کو مکمل کیا جا رہا ہے اور عوام کو بنیادی سہولیات کی فراہمی یقینی <box>681 314 836 428</box>
tag-label: ––– صداقت ––– <box>517 1573 636 1586</box>
article-body: مظفرآباد آزاد کشمیر حکومت کی جانب سے عوامی فلاح و بہبود کے منصوبوں پر کام جاری ہے جس کے تحت مختلف اضلاع میں ترقیاتی اسکیموں کو مکمل کیا جا رہا ہے اور عوام کو بنیادی سہولیات کی فراہمی یقینی بنائی جائے گی وزیر اعظم نے متعلقہ محکموں کو ہدایت کی کہ منصوبوں میں شفافیت اور معیار کو برقرار رکھا جائے تاکہ عوام کو بہتر خدمات فراہم کی جا سکیں Kort Housing Project For Widows In A مظفرآباد آزاد کشمیر حکومت کی جانب سے عوامی فلاح و بہبود کے منصوبوں پر کام جاری ہے جس کے تحت مختلف اضلاع میں ترقیاتی اسکیموں کو مکمل کیا جا رہا ہے اور عوام کو بنیادی سہولیات کی فراہمی یقینی بنائی جائے گی وزیر اعظم نے متعلقہ محکموں کو ہدایت کی کہ منصوبوں میں شفافیت اور معیار کو برقرار رکھا جائے تاکہ عوام کو بہتر خدمات فراہم کی جا سکیں مظفرآباد آزاد کشمیر حکومت کی جانب سے عوامی فلاح و بہبود کے منصوبوں پر کام جاری ہے جس کے تحت مختلف اضلاع میں ترقیاتی اسکیموں کو مکمل کیا جا رہا ہے اور عوام کو بنیادی سہولیات کی فراہمی یقینی بنائی جائے گی وزیر اعظم نے متعلقہ محکموں کو ہدایت کی کہ منصوبوں میں شفافیت اور معیار کو برقرار رکھا جائے تاکہ عوام کو بہتر خدمات فراہم کی جا سکیں مظفرآباد آزاد کشمیر حکومت کی جانب سے عوامی فلاح و بہبود کے منصوبوں پر کام جاری ہے جس کے تحت مختلف اضلاع میں ترقیاتی اسکیموں کو مکمل کیا جا رہا ہے اور عوام کو بنیادی سہولیات کی فراہمی یقینی بنائی جائے گی وزیر اعظم نے متعلقہ محکموں کو ہدایت کی کہ منصوبوں میں شفافیت <box>21 1865 177 2147</box>
article-number: 55 <box>471 601 505 614</box>
article-number: 7 <box>1131 30 1165 43</box>
article-number-tag <box>1011 635 1166 650</box>
article-body: مظفرآباد آزاد کشمیر حکومت کی جانب سے عوامی فلاح و بہبود کے منصوبوں پر کام جاری ہے جس کے تحت مختلف اضلاع میں ترقیاتی اسکیموں کو مکمل کیا جا رہا ہے اور عوام کو بنیادی سہولیات کی فراہمی یقینی بنائی جائے گی وزیر اعظم نے متعلقہ محکموں کو ہدایت کی کہ منصوبوں میں شفافیت اور معیار کو برقرار رکھا جائے تاکہ عوام کو بہتر خدمات فراہم کی جا سکیں مظفرآباد آزاد کشمیر حکومت کی جانب سے عوامی فلاح و بہبود کے منصوبوں پر کام جاری ہے جس کے تحت مختلف اضلاع میں ترقیاتی اسکیموں کو مکمل کیا جا رہا ہے اور عوام کو بنیادی سہولیات کی فراہمی یقینی بنائی جائے گی وزیر اعظم نے متعلقہ محکموں کو ہدایت کی کہ منصوبوں میں شفافیت اور معیار کو برقرار رکھا جائے تاکہ عوام کو بہتر خدمات فراہم کی جا سکیں مظفرآباد آزاد کشمیر حکومت کی جانب سے عوامی فلاح و بہبود کے منصوبوں پر کام جاری ہے جس کے تحت مختلف اضلاع میں ترقیاتی اسکیموں کو مکمل کیا جا رہا ہے اور عوام کو بنیادی سہولیات کی فراہمی یقینی بنائی جائے گی وزیر اعظم نے متعلقہ محکموں کو ہدایت کی کہ منصوبوں میں شفافیت اور معیار کو برقرار رکھا جائے تاکہ عوام کو بہتر خدمات فراہم کی جا سکیں NSER مظفرآباد آزاد کشمیر حکومت کی جانب سے عوامی فلاح و بہبود کے منصوبوں پر کام جاری ہے جس کے تحت مختلف اضلاع میں ترقیاتی اسکیموں <box>186 312 341 557</box>
article-number: 49 <box>636 1744 670 1757</box>
ornament-icon <box>1337 787 1348 798</box>
article-number: 9 <box>1131 636 1165 649</box>
article-number-tag <box>516 29 671 44</box>
article-body: مظفرآباد آزاد کشمیر حکومت کی جانب سے عوامی فلاح و بہبود کے منصوبوں پر کام جاری ہے جس کے تحت مختلف اضلاع میں ترقیاتی اسکیموں کو مکمل کیا جا رہا ہے اور عوام کو بنیادی سہولیات کی فراہمی یقینی بنائی جائے گی وزیر اعظم نے متعلقہ محکموں کو ہدایت کی کہ منصوبوں میں شفافیت اور معیار کو برقرار رکھا جائے تاکہ عوام کو بہتر خدمات فراہم کی جا سکیں Wing Digitization and مظفرآباد آزاد کشمیر حکومت کی جانب سے عوامی فلاح و بہبود کے منصوبوں پر کام جاری ہے جس کے تحت مختلف اضلاع میں ترقیاتی اسکیموں کو مکمل کیا جا رہا ہے اور عوام کو بنیادی سہولیات <box>681 47 836 160</box>
article-body: مظفرآباد آزاد کشمیر حکومت کی جانب سے عوامی فلاح و بہبود کے منصوبوں پر کام جاری ہے جس کے تحت مختلف اضلاع میں ترقیاتی اسکیموں کو مکمل کیا جا رہا ہے اور عوام کو بنیادی سہولیات کی فراہمی یقینی بنائی جائے گی وزیر اعظم نے متعلقہ محکموں کو ہدایت کی کہ منصوبوں میں شفافیت اور معیار کو برقرار رکھا جائے تاکہ عوام کو بہتر خدمات فراہم کی جا سکیں ISPDP مظفرآباد آزاد کشمیر حکومت کی جانب سے عوامی فلاح و بہبود کے منصوبوں پر کام جاری ہے جس کے تحت مختلف اضلاع میں ترقیاتی اسکیموں کو مکمل کیا جا رہا ہے اور عوام کو بنیادی سہولیات کی فراہمی یقینی <box>681 1251 836 1364</box>
article-number-tag <box>516 372 671 387</box>
article-number-tag <box>186 560 341 575</box>
strip-segment <box>1 1013 13 1035</box>
article-number: 64 <box>306 295 340 308</box>
tag-label: ––– صداقت ––– <box>1012 1242 1131 1255</box>
article-number: 3 <box>1296 730 1330 743</box>
column-c4 <box>511 26 675 2166</box>
ornament-icon <box>1 437 12 448</box>
